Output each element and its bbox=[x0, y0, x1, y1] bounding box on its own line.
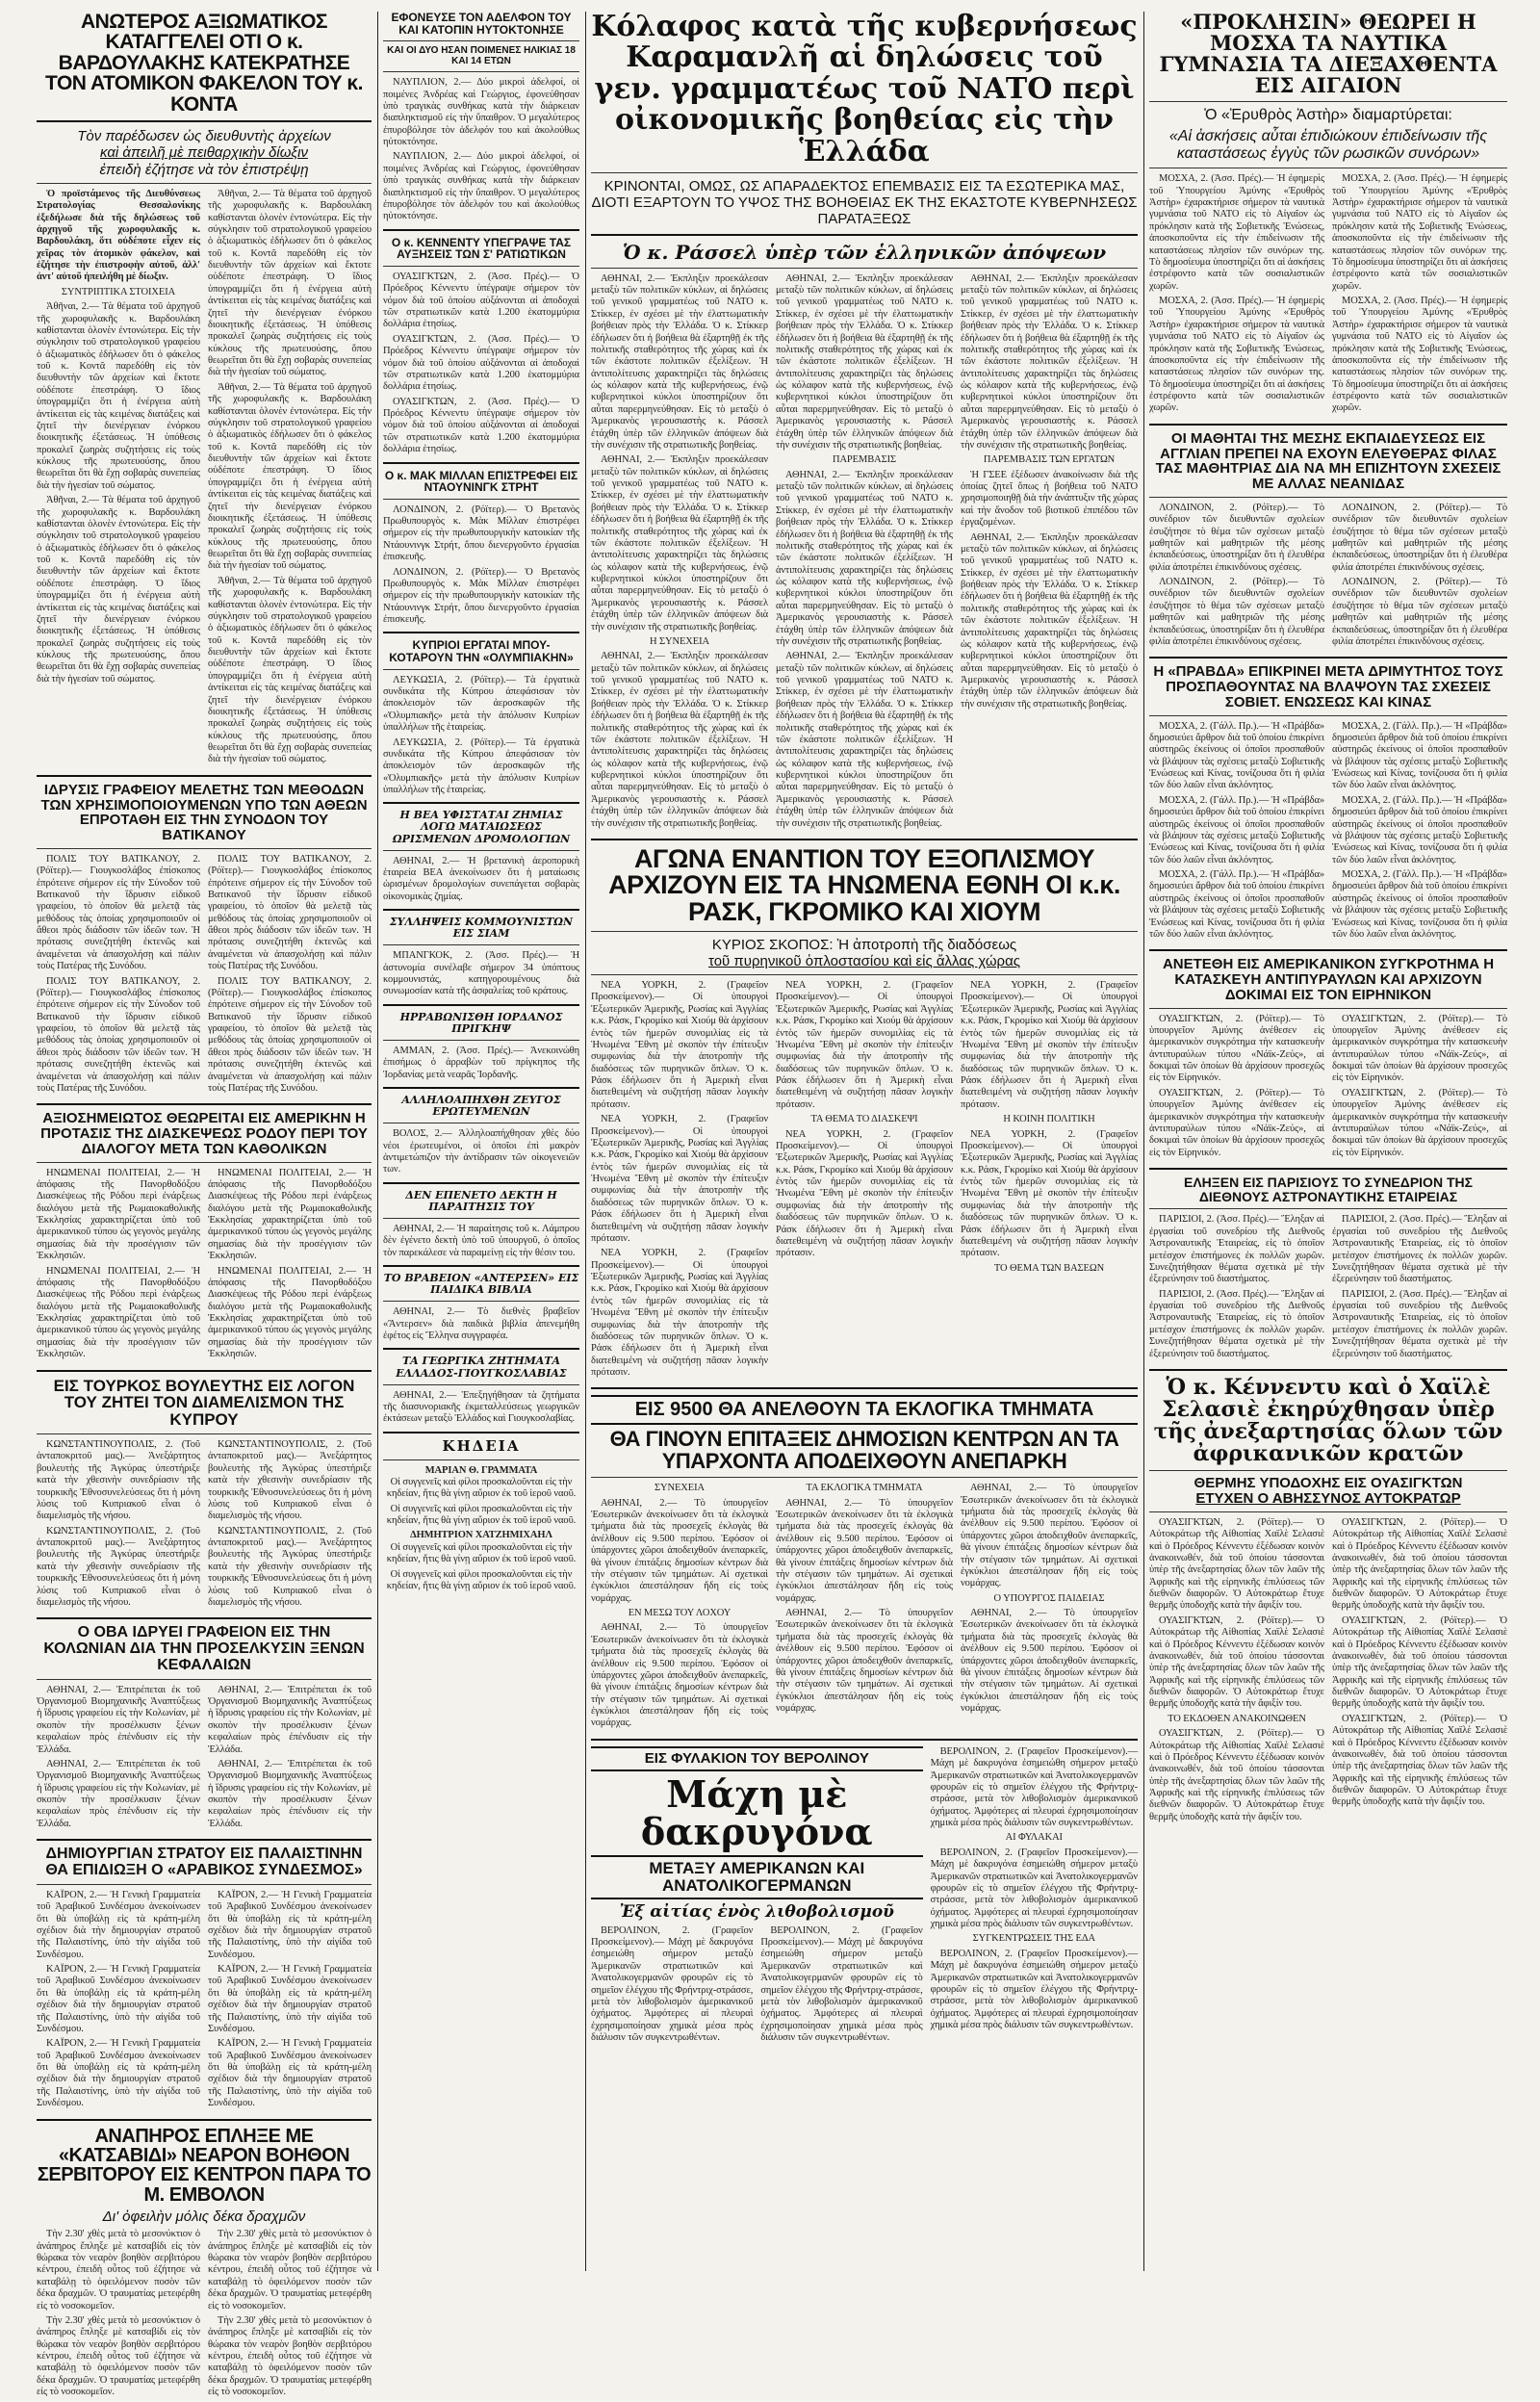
divider bbox=[383, 1218, 579, 1219]
divider bbox=[383, 1384, 579, 1385]
article-text: ΜΠΑΝΓΚΟΚ, 2. (Ἀσσ. Πρές).— Ἡ ἀστυνομία συνέλαβε σήμερον 34 ὑπόπτους κομμουνιστάς, κατηγορουμένους διὰ συνωμοσίαν κατὰ τῆς ἀσφαλείας τοῦ κράτους. bbox=[383, 950, 579, 997]
section-label: ΤΟ ΕΚΔΟΘΕΝ ΑΝΑΚΟΙΝΩΘΕΝ bbox=[1168, 1713, 1306, 1724]
article-text: ΠΟΛΙΣ ΤΟΥ ΒΑΤΙΚΑΝΟΥ, 2. (Ρόϊτερ).— Γιουγκοσλάβος ἐπίσκοπος ἐπρότεινε σήμερον εἰς τὴν Σύνοδον τοῦ Βατικανοῦ τὴν ἵδρυσιν εἰδικοῦ γραφείου, τὸ ὁποῖον θὰ μελετᾷ τὰς μεθόδους τὰς ὁποίας χρησιμοποιοῦν οἱ ἄθεοι πρὸς διάδοσιν τῶν ἰδεῶν των. Ἡ πρότασις συνεζητήθη ἐκτενῶς καὶ ἀναμένεται νὰ ἀπασχολήσῃ καὶ πάλιν τοὺς Πατέρας τῆς Συνόδου. bbox=[208, 853, 372, 972]
article-berlin bbox=[591, 1746, 1138, 2048]
article-text: ΒΕΡΟΛΙΝΟΝ, 2. (Γραφεῖον Προσκείμενον).— Μάχη μὲ δακρυγόνα ἐσημειώθη σήμερον μεταξὺ Ἀμερικανῶν στρατιωτικῶν καὶ Ἀνατολικογερμανῶν φρουρῶν εἰς τὸ σημεῖον ἐλέγχου τῆς Φρήντριχ-στράσσε, μετὰ τὸν λιθοβολισμὸν ἀμερικανικοῦ ὀχήματος. Ἀμφότερες αἱ πλευραὶ ἐχρησιμοποίησαν χημικὰ μέσα πρὸς διάλυσιν τῶν συγκεντρωθέντων. bbox=[760, 1924, 923, 2044]
divider bbox=[591, 1739, 1138, 1741]
article-siam bbox=[383, 917, 579, 998]
article-olympic bbox=[383, 639, 579, 796]
divider bbox=[591, 974, 1138, 975]
divider bbox=[383, 1459, 579, 1460]
article-kennedy-pay bbox=[383, 237, 579, 456]
subheadline: ΜΕΤΑΞΥ ΑΜΕΡΙΚΑΝΩΝ ΚΑΙ ΑΝΑΤΟΛΙΚΟΓΕΡΜΑΝΩΝ bbox=[591, 1855, 923, 1899]
article-text: ΟΥΑΣΙΓΚΤΩΝ, 2. (Ρόϊτερ).— Ὁ Αὐτοκράτωρ τῆς Αἰθιοπίας Χαϊλὲ Σελασιὲ καὶ ὁ Πρόεδρος Κέννεντυ ἐξέδωσαν κοινὸν ἀνακοινωθέν, διὰ τοῦ ὁποίου τάσσονται ὑπὲρ τῆς ἀνεξαρτησίας ὅλων τῶν λαῶν τῆς Ἀφρικῆς καὶ τῆς εἰρηνικῆς ἐπιλύσεως τῶν διεθνῶν διαφορῶν. Ὁ Αὐτοκράτωρ ἔτυχε θερμῆς ὑποδοχῆς κατὰ τὴν ἄφιξίν του. bbox=[1149, 1728, 1324, 1822]
article-macmillan bbox=[383, 470, 579, 627]
divider bbox=[1149, 1168, 1507, 1170]
article-text: ΝΕΑ ΥΟΡΚΗ, 2. (Γραφεῖον Προσκείμενον).— Οἱ ὑπουργοὶ Ἐξωτερικῶν Ἀμερικῆς, Ρωσίας καὶ Ἀγγλίας κ.κ. Ράσκ, Γκρομίκο καὶ Χιούμ θὰ ἀρχίσουν ἐντὸς τῶν ἡμερῶν συνομιλίας εἰς τὰ Ἡνωμένα Ἔθνη μὲ σκοπὸν τὴν ἐπίτευξιν συμφωνίας διὰ τὴν ἀποτροπὴν τῆς διαδόσεως τῶν πυρηνικῶν ὅπλων. Ὁ κ. Ράσκ ἐδήλωσεν ὅτι ἡ Ἀμερικὴ εἶναι διατεθειμένη νὰ συζητήσῃ πᾶσαν λογικὴν πρότασιν. bbox=[591, 980, 768, 1110]
article-text: ΛΟΝΔΙΝΟΝ, 2. (Ρόϊτερ).— Ὁ Βρετανὸς Πρωθυπουργὸς κ. Μὰκ Μίλλαν ἐπιστρέφει σήμερον εἰς τὴν πρωθυπουργικὴν κατοικίαν τῆς Ντάουνινγκ Στρήτ, ὅπου διενεργοῦντο ἐργασίαι ἐπισκευῆς. bbox=[383, 504, 579, 563]
subheadline: ΚΡΙΝΟΝΤΑΙ, ΟΜΩΣ, ΩΣ ΑΠΑΡΑΔΕΚΤΟΣ ΕΠΕΜΒΑΣΙΣ ΕΙΣ ΤΑ ΕΣΩΤΕΡΙΚΑ ΜΑΣ, ΔΙΟΤΙ ΕΞΑΡΤΟΥΝ ΤΟ ΥΨΟΣ ΤΗΣ ΒΟΗΘΕΙΑΣ ΕΚ ΤΗΣ ΕΚΑΣΤΟΤΕ ΚΥΒΕΡΝΗΣΕΩΣ ΠΑΡΑΤΑΞΕΩΣ bbox=[591, 177, 1138, 228]
divider bbox=[1149, 1511, 1507, 1512]
headline: Ὁ κ. Κέννεντυ καὶ ὁ Χαϊλὲ Σελασιὲ ἐκηρύχθησαν ὑπὲρ τῆς ἀνεξαρτησίας ὅλων τῶν ἀφρικανικῶν κρατῶν bbox=[1153, 1374, 1503, 1467]
article-text: ΟΥΑΣΙΓΚΤΩΝ, 2. (Ρόϊτερ).— Τὸ ὑπουργεῖον Ἀμύνης ἀνέθεσεν εἰς ἀμερικανικὸν συγκρότημα τὴν κατασκευὴν ἀντιπυραύλων τύπου «Νάϊκ-Ζεύς», αἱ δοκιμαὶ τῶν ὁποίων θὰ ἀρχίσουν προσεχῶς εἰς τὸν Εἰρηνικόν. bbox=[1332, 1087, 1507, 1158]
article-text: ΒΕΡΟΛΙΝΟΝ, 2. (Γραφεῖον Προσκείμενον).— Μάχη μὲ δακρυγόνα ἐσημειώθη σήμερον μεταξὺ Ἀμερικανῶν στρατιωτικῶν καὶ Ἀνατολικογερμανῶν φρουρῶν εἰς τὸ σημεῖον ἐλέγχου τῆς Φρήντριχ-στράσσε, μετὰ τὸν λιθοβολισμὸν ἀμερικανικοῦ ὀχήματος. Ἀμφότερες αἱ πλευραὶ ἐχρησιμοποίησαν χημικὰ μέσα πρὸς διάλυσιν τῶν συγκεντρωθέντων. bbox=[930, 1745, 1138, 1829]
funeral-notice bbox=[383, 1436, 579, 1593]
article-vatican bbox=[37, 783, 372, 1098]
article-text: ΑΘΗΝΑΙ, 2.— Ἐκπληξιν προεκάλεσαν μεταξὺ τῶν πολιτικῶν κύκλων, αἱ δηλώσεις τοῦ γενικοῦ γραμματέως τοῦ ΝΑΤΟ κ. Στίκκερ, ἐν σχέσει μὲ τὴν ἐλαττωματικὴν βοήθειαν πρὸς τὴν Ἑλλάδα. Ὁ κ. Στίκκερ ἐδήλωσεν ὅτι ἡ βοήθεια θὰ ἐξαρτηθῇ ἐκ τῆς πολιτικῆς σταθερότητος τῆς χώρας καὶ ἐκ τῶν ἐκάστοτε πολιτικῶν ἐξελίξεων. Ἡ ἀντιπολίτευσις χαρακτηρίζει τὰς δηλώσεις ὡς κόλαφον κατὰ τῆς κυβερνήσεως, ἐνῷ κυβερνητικοὶ κύκλοι ὑποστηρίζουν ὅτι αὗται παρερμηνεύθησαν. Εἰς τὸ μεταξὺ ὁ Ἀμερικανὸς γερουσιαστὴς κ. Ράσσελ ἐτάχθη ὑπὲρ τῶν ἑλληνικῶν ἀπόψεων διὰ τὴν συνέχισιν τῆς στρατιωτικῆς βοηθείας. bbox=[591, 454, 768, 633]
headline: ΤΑ ΓΕΩΡΓΙΚΑ ΖΗΤΗΜΑΤΑ ΕΛΛΑΔΟΣ-ΓΙΟΥΓΚΟΣΛΑΒΙΑΣ bbox=[396, 1355, 567, 1380]
divider bbox=[1149, 949, 1507, 951]
article-text: ΑΘΗΝΑΙ, 2.— Τὸ ὑπουργεῖον Ἐσωτερικῶν ἀνεκοίνωσεν ὅτι τὰ ἐκλογικὰ τμήματα διὰ τὰς προσεχεῖς ἐκλογὰς θὰ ἀνέλθουν εἰς 9.500 περίπου. Ἐφόσον οἱ ὑπάρχοντες χῶροι ἀποδειχθοῦν ἀνεπαρκεῖς, θὰ γίνουν ἐπιτάξεις δημοσίων κέντρων διὰ τὴν στέγασιν τῶν τμημάτων. Αἱ σχετικαὶ ἐγκύκλιοι ἀπεστάλησαν ἤδη εἰς τοὺς νομάρχας. bbox=[591, 1497, 768, 1604]
article-text: ΗΝΩΜΕΝΑΙ ΠΟΛΙΤΕΙΑΙ, 2.— Ἡ ἀπόφασις τῆς Πανορθοδόξου Διασκέψεως τῆς Ρόδου περὶ ἐνάρξεως διαλόγου μετὰ τῆς Ρωμαιοκαθολικῆς Ἐκκλησίας χαρακτηρίζεται ὑπὸ τοῦ ἀμερικανικοῦ τύπου ὡς γεγονὸς μεγάλης σημασίας διὰ τὴν προσέγγισιν τῶν Ἐκκλησιῶν. bbox=[208, 1167, 372, 1262]
article-text: ΟΥΑΣΙΓΚΤΩΝ, 2. (Ρόϊτερ).— Ὁ Αὐτοκράτωρ τῆς Αἰθιοπίας Χαϊλὲ Σελασιὲ καὶ ὁ Πρόεδρος Κέννεντυ ἐξέδωσαν κοινὸν ἀνακοινωθέν, διὰ τοῦ ὁποίου τάσσονται ὑπὲρ τῆς ἀνεξαρτησίας ὅλων τῶν λαῶν τῆς Ἀφρικῆς καὶ τῆς εἰρηνικῆς ἐπιλύσεως τῶν διεθνῶν διαφορῶν. Ὁ Αὐτοκράτωρ ἔτυχε θερμῆς ὑποδοχῆς κατὰ τὴν ἄφιξίν του. bbox=[1332, 1614, 1507, 1710]
article-body bbox=[208, 189, 372, 769]
article-text: ΜΟΣΧΑ, 2. (Γάλλ. Πρ.).— Ἡ «Πράβδα» δημοσιεύει ἄρθρον διὰ τοῦ ὁποίου ἐπικρίνει αὐστηρῶς ἐκείνους οἱ ὁποῖοι προσπαθοῦν νὰ βλάψουν τὰς σχέσεις μεταξὺ Σοβιετικῆς Ἑνώσεως καὶ Κίνας, τονίζουσα ὅτι ἡ φιλία τῶν δύο λαῶν εἶναι ἀκλόνητος. bbox=[1332, 869, 1508, 940]
headline: ΚΗΔΕΙΑ bbox=[442, 1436, 521, 1455]
column-narrow bbox=[383, 12, 579, 2275]
divider bbox=[1149, 101, 1507, 102]
headline: ΑΞΙΟΣΗΜΕΙΩΤΟΣ ΘΕΩΡΕΙΤΑΙ ΕΙΣ ΑΜΕΡΙΚΗΝ Η ΠΡΟΤΑΣΙΣ ΤΗΣ ΔΙΑΣΚΕΨΕΩΣ ΡΟΔΟΥ ΠΕΡΙ ΤΟΥ ΔΙΑΛΟΓΟΥ ΜΕΤΑ ΤΩΝ ΚΑΘΟΛΙΚΩΝ bbox=[40, 1110, 368, 1157]
article-text: ΜΟΣΧΑ, 2. (Ἀσσ. Πρές).— Ἡ ἐφημερὶς τοῦ Ὑπουργείου Ἀμύνης «Ἐρυθρὸς Ἀστὴρ» ἐχαρακτήρισε σήμερον τὰ ναυτικὰ γυμνάσια τοῦ ΝΑΤΟ εἰς τὸ Αἰγαῖον ὡς πρόκλησιν κατὰ τῆς Σοβιετικῆς Ἑνώσεως, ἀποσκοποῦντα εἰς τὴν ἐπιδείνωσιν τῆς καταστάσεως πλησίον τῶν συνόρων της. Τὸ δημοσίευμα ὑποστηρίζει ὅτι αἱ ἀσκήσεις ἐστρέφοντο κατὰ τῶν σοσιαλιστικῶν χωρῶν. bbox=[1149, 173, 1324, 292]
headline: ΑΛΛΗΛΟΑΠΗΧΘΗ ΖΕΥΓΟΣ ΕΡΩΤΕΥΜΕΝΩΝ bbox=[401, 1094, 561, 1119]
article-text: ΟΥΑΣΙΓΚΤΩΝ, 2. (Ρόϊτερ).— Ὁ Αὐτοκράτωρ τῆς Αἰθιοπίας Χαϊλὲ Σελασιὲ καὶ ὁ Πρόεδρος Κέννεντυ ἐξέδωσαν κοινὸν ἀνακοινωθέν, διὰ τοῦ ὁποίου τάσσονται ὑπὲρ τῆς ἀνεξαρτησίας ὅλων τῶν λαῶν τῆς Ἀφρικῆς καὶ τῆς εἰρηνικῆς ἐπιλύσεως τῶν διεθνῶν διαφορῶν. Ὁ Αὐτοκράτωρ ἔτυχε θερμῆς ὑποδοχῆς κατὰ τὴν ἄφιξίν του. bbox=[1332, 1516, 1507, 1612]
divider bbox=[1149, 424, 1507, 426]
article-text: ΛΟΝΔΙΝΟΝ, 2. (Ρόϊτερ).— Τὸ συνέδριον τῶν διευθυντῶν σχολείων ἐσυζήτησε τὸ θέμα τῶν σχέσεων μεταξὺ μαθητῶν καὶ μαθητριῶν τῆς μέσης ἐκπαιδεύσεως, ὑποστηρίξαν ὅτι ἡ ἐλευθέρα φιλία ἀποτρέπει ἐπικινδύνους σχέσεις. bbox=[1149, 577, 1324, 647]
article-text: ΑΘΗΝΑΙ, 2.— Τὸ διεθνὲς βραβεῖον «Ἄντερσεν» διὰ παιδικὰ βιβλία ἀπενεμήθη ἐφέτος εἰς Ἕλληνα συγγραφέα. bbox=[383, 1306, 579, 1342]
column-center bbox=[591, 12, 1138, 2275]
article-text: Ἡ ΓΣΕΕ ἐξέδωσεν ἀνακοίνωσιν διὰ τῆς ὁποίας ζητεῖ ὅπως ἡ βοήθεια τοῦ ΝΑΤΟ χρησιμοποιηθῇ διὰ τὴν ἀνάπτυξιν τῆς χώρας καὶ τὴν ἄνοδον τοῦ βιοτικοῦ ἐπιπέδου τῶν ἐργαζομένων. bbox=[961, 469, 1138, 529]
divider bbox=[591, 234, 1138, 236]
article-text: ΛΟΝΔΙΝΟΝ, 2. (Ρόϊτερ).— Τὸ συνέδριον τῶν διευθυντῶν σχολείων ἐσυζήτησε τὸ θέμα τῶν σχέσεων μεταξὺ μαθητῶν καὶ μαθητριῶν τῆς μέσης ἐκπαιδεύσεως, ὑποστηρίξαν ὅτι ἡ ἐλευθέρα φιλία ἀποτρέπει ἐπικινδύνους σχέσεις. bbox=[1332, 502, 1507, 573]
column-right bbox=[1149, 12, 1507, 2275]
headline: ΑΝΑΠΗΡΟΣ ΕΠΛΗΞΕ ΜΕ «ΚΑΤΣΑΒΙΔΙ» ΝΕΑΡΟΝ ΒΟΗΘΟΝ ΣΕΡΒΙΤΟΡΟΥ ΕΙΣ ΚΕΝΤΡΟΝ ΠΑΡΑ ΤΟ Μ. ΕΜΒΟΛΟΝ bbox=[37, 2125, 372, 2206]
article-text: ΟΥΑΣΙΓΚΤΩΝ, 2. (Ρόϊτερ).— Τὸ ὑπουργεῖον Ἀμύνης ἀνέθεσεν εἰς ἀμερικανικὸν συγκρότημα τὴν κατασκευὴν ἀντιπυραύλων τύπου «Νάϊκ-Ζεύς», αἱ δοκιμαὶ τῶν ὁποίων θὰ ἀρχίσουν προσεχῶς εἰς τὸν Εἰρηνικόν. bbox=[1149, 1013, 1324, 1084]
article-text: ΜΟΣΧΑ, 2. (Γάλλ. Πρ.).— Ἡ «Πράβδα» δημοσιεύει ἄρθρον διὰ τοῦ ὁποίου ἐπικρίνει αὐστηρῶς ἐκείνους οἱ ὁποῖοι προσπαθοῦν νὰ βλάψουν τὰς σχέσεις μεταξὺ Σοβιετικῆς Ἑνώσεως καὶ Κίνας, τονίζουσα ὅτι ἡ φιλία τῶν δύο λαῶν εἶναι ἀκλόνητος. bbox=[1332, 794, 1508, 865]
section-label: ΑΙ ΦΥΛΑΚΑΙ bbox=[1005, 1832, 1063, 1844]
article-students bbox=[1149, 431, 1507, 652]
divider bbox=[37, 1884, 372, 1885]
article-astronautics bbox=[1149, 1175, 1507, 1363]
headline: Ο κ. ΚΕΝΝΕΝΤΥ ΥΠΕΓΡΑΨΕ ΤΑΣ ΑΥΞΗΣΕΙΣ ΤΩΝ Σ' ΡΑΤΙΩΤΙΚΩΝ bbox=[391, 235, 572, 262]
article-text: ΜΟΣΧΑ, 2. (Γάλλ. Πρ.).— Ἡ «Πράβδα» δημοσιεύει ἄρθρον διὰ τοῦ ὁποίου ἐπικρίνει αὐστηρῶς ἐκείνους οἱ ὁποῖοι προσπαθοῦν νὰ βλάψουν τὰς σχέσεις μεταξὺ Σοβιετικῆς Ἑνώσεως καὶ Κίνας, τονίζουσα ὅτι ἡ φιλία τῶν δύο λαῶν εἶναι ἀκλόνητος. bbox=[1149, 794, 1325, 865]
headline: «ΠΡΟΚΛΗΣΙΝ» ΘΕΩΡΕΙ Η ΜΟΣΧΑ ΤΑ ΝΑΥΤΙΚΑ ΓΥΜΝΑΣΙΑ ΤΑ ΔΙΕΞΑΧΘΕΝΤΑ ΕΙΣ ΑΙΓΑΙΟΝ bbox=[1159, 10, 1498, 98]
quote: «Αἱ ἀσκήσεις αὗται ἐπιδιώκουν ἐπιδείνωσιν τῆς καταστάσεως ἐγγὺς τῶν ρωσικῶν συνόρων» bbox=[1168, 127, 1488, 162]
divider bbox=[591, 1387, 1138, 1389]
article-text: ΟΥΑΣΙΓΚΤΩΝ, 2. (Ρόϊτερ).— Τὸ ὑπουργεῖον Ἀμύνης ἀνέθεσεν εἰς ἀμερικανικὸν συγκρότημα τὴν κατασκευὴν ἀντιπυραύλων τύπου «Νάϊκ-Ζεύς», αἱ δοκιμαὶ τῶν ὁποίων θὰ ἀρχίσουν προσεχῶς εἰς τὸν Εἰρηνικόν. bbox=[1332, 1013, 1507, 1084]
article-text: Τὴν 2.30' χθὲς μετὰ τὸ μεσονύκτιον ὁ ἀνάπηρος ἔπληξε μὲ κατσαβίδι εἰς τὸν θώρακα τὸν νεαρὸν βοηθὸν σερβιτόρου κέντρου, ἐπειδὴ οὗτος τοῦ ἐζήτησε νὰ καταβάλῃ τὸ ὀφειλόμενον ποσὸν τῶν δέκα δραχμῶν. Ὁ τραυματίας μετεφέρθη εἰς τὸ νοσοκομεῖον. bbox=[208, 2229, 372, 2312]
article-text: ΛΟΝΔΙΝΟΝ, 2. (Ρόϊτερ).— Τὸ συνέδριον τῶν διευθυντῶν σχολείων ἐσυζήτησε τὸ θέμα τῶν σχέσεων μεταξὺ μαθητῶν καὶ μαθητριῶν τῆς μέσης ἐκπαιδεύσεως, ὑποστηρίξαν ὅτι ἡ ἐλευθέρα φιλία ἀποτρέπει ἐπικινδύνους σχέσεις. bbox=[1149, 502, 1324, 573]
headline: ΑΝΩΤΕΡΟΣ ΑΞΙΩΜΑΤΙΚΟΣ ΚΑΤΑΓΓΕΛΕΙ ΟΤΙ Ο κ. ΒΑΡΔΟΥΛΑΚΗΣ ΚΑΤΕΚΡΑΤΗΣΕ ΤΟΝ ΑΤΟΜΙΚΟΝ ΦΑΚΕΛΟΝ ΤΟΥ κ. ΚΟΝΤΑ bbox=[45, 11, 363, 116]
article-text: ΒΕΡΟΛΙΝΟΝ, 2. (Γραφεῖον Προσκείμενον).— Μάχη μὲ δακρυγόνα ἐσημειώθη σήμερον μεταξὺ Ἀμερικανῶν στρατιωτικῶν καὶ Ἀνατολικογερμανῶν φρουρῶν εἰς τὸ σημεῖον ἐλέγχου τῆς Φρήντριχ-στράσσε, μετὰ τὸν λιθοβολισμὸν ἀμερικανικοῦ ὀχήματος. Ἀμφότερες αἱ πλευραὶ ἐχρησιμοποίησαν χημικὰ μέσα πρὸς διάλυσιν τῶν συγκεντρωθέντων. bbox=[930, 1847, 1138, 1930]
divider bbox=[37, 1617, 372, 1619]
article-text: ΚΑΪΡΟΝ, 2.— Ἡ Γενικὴ Γραμματεία τοῦ Ἀραβικοῦ Συνδέσμου ἀνεκοίνωσεν ὅτι θὰ ὑποβάλῃ εἰς τὰ κράτη-μέλη σχέδιον διὰ τὴν δημιουργίαν στρατοῦ τῆς Παλαιστίνης, ὑπὸ τὴν αἰγίδα τοῦ Συνδέσμου. bbox=[37, 2038, 200, 2109]
funeral-text: Οἱ συγγενεῖς καὶ φίλοι προσκαλοῦνται εἰς τὴν κηδείαν, ἥτις θὰ γίνῃ αὔριον ἐκ τοῦ ἱεροῦ ναοῦ. bbox=[386, 1541, 577, 1565]
headline: ΣΥΛΛΗΨΕΙΣ ΚΟΜΜΟΥΝΙΣΤΩΝ ΕΙΣ ΣΙΑΜ bbox=[389, 916, 574, 941]
article-text: ΝΕΑ ΥΟΡΚΗ, 2. (Γραφεῖον Προσκείμενον).— Οἱ ὑπουργοὶ Ἐξωτερικῶν Ἀμερικῆς, Ρωσίας καὶ Ἀγγλίας κ.κ. Ράσκ, Γκρομίκο καὶ Χιούμ θὰ ἀρχίσουν ἐντὸς τῶν ἡμερῶν συνομιλίας εἰς τὰ Ἡνωμένα Ἔθνη μὲ σκοπὸν τὴν ἐπίτευξιν συμφωνίας διὰ τὴν ἀποτροπὴν τῆς διαδόσεως τῶν πυρηνικῶν ὅπλων. Ὁ κ. Ράσκ ἐδήλωσεν ὅτι ἡ Ἀμερικὴ εἶναι διατεθειμένη νὰ συζητήσῃ πᾶσαν λογικὴν πρότασιν. bbox=[591, 1114, 768, 1244]
article-text: ΝΕΑ ΥΟΡΚΗ, 2. (Γραφεῖον Προσκείμενον).— Οἱ ὑπουργοὶ Ἐξωτερικῶν Ἀμερικῆς, Ρωσίας καὶ Ἀγγλίας κ.κ. Ράσκ, Γκρομίκο καὶ Χιούμ θὰ ἀρχίσουν ἐντὸς τῶν ἡμερῶν συνομιλίας εἰς τὰ Ἡνωμένα Ἔθνη μὲ σκοπὸν τὴν ἐπίτευξιν συμφωνίας διὰ τὴν ἀποτροπὴν τῆς διαδόσεως τῶν πυρηνικῶν ὅπλων. Ὁ κ. Ράσκ ἐδήλωσεν ὅτι ἡ Ἀμερικὴ εἶναι διατεθειμένη νὰ συζητήσῃ πᾶσαν λογικὴν πρότασιν. bbox=[776, 980, 953, 1110]
article-text: Ἀθῆναι, 2.— Τὰ θέματα τοῦ ἀρχηγοῦ τῆς χωροφυλακῆς κ. Βαρδουλάκη καθίστανται ὁλονὲν ἐντονώτερα. Εἰς τὴν σύγκλησιν τοῦ στρατολογικοῦ γραφείου ὁ ἀξιωματικὸς ἐδήλωσεν ὅτι ὁ φάκελος τοῦ κ. Κοντᾶ παρεδόθη εἰς τὸν διευθυντὴν τῶν ἀρχείων καὶ ἔκτοτε οὐδέποτε ἐπεστράφη. Ὁ ἴδιος ὑπογραμμίζει ὅτι ἡ ἐνέργεια αὐτὴ ἀντίκειται εἰς τὰς κειμένας διατάξεις καὶ ζητεῖ τὴν διενέργειαν ἐνόρκου διοικητικῆς ἐξετάσεως. Ἡ ὑπόθεσις προκαλεῖ ζωηρὰς συζητήσεις εἰς τοὺς κύκλους τῆς πρωτευούσης, ὅπου θεωρεῖται ὅτι θὰ ἔχῃ σοβαρὰς συνεπείας διὰ τὴν ἡγεσίαν τοῦ σώματος. bbox=[208, 188, 372, 378]
article-text: ΑΘΗΝΑΙ, 2.— Τὸ ὑπουργεῖον Ἐσωτερικῶν ἀνεκοίνωσεν ὅτι τὰ ἐκλογικὰ τμήματα διὰ τὰς προσεχεῖς ἐκλογὰς θὰ ἀνέλθουν εἰς 9.500 περίπου. Ἐφόσον οἱ ὑπάρχοντες χῶροι ἀποδειχθοῦν ἀνεπαρκεῖς, θὰ γίνουν ἐπιτάξεις δημοσίων κέντρων διὰ τὴν στέγασιν τῶν τμημάτων. Αἱ σχετικαὶ ἐγκύκλιοι ἀπεστάλησαν ἤδη εἰς τοὺς νομάρχας. bbox=[591, 1622, 768, 1729]
section-label: ΤΑ ΘΕΜΑ ΤΟ ΔΙΑΣΚΕΨΙ bbox=[810, 1114, 918, 1125]
article-agriculture bbox=[383, 1356, 579, 1425]
divider bbox=[1149, 1369, 1507, 1371]
divider bbox=[37, 183, 372, 184]
article-text: ΒΕΡΟΛΙΝΟΝ, 2. (Γραφεῖον Προσκείμενον).— Μάχη μὲ δακρυγόνα ἐσημειώθη σήμερον μεταξὺ Ἀμερικανῶν στρατιωτικῶν καὶ Ἀνατολικογερμανῶν φρουρῶν εἰς τὸ σημεῖον ἐλέγχου τῆς Φρήντριχ-στράσσε, μετὰ τὸν λιθοβολισμὸν ἀμερικανικοῦ ὀχήματος. Ἀμφότερες αἱ πλευραὶ ἐχρησιμοποίησαν χημικὰ μέσα πρὸς διάλυσιν τῶν συγκεντρωθέντων. bbox=[930, 1948, 1138, 2031]
column-rule bbox=[377, 12, 378, 2271]
article-text: Ἀθῆναι, 2.— Τὰ θέματα τοῦ ἀρχηγοῦ τῆς χωροφυλακῆς κ. Βαρδουλάκη καθίστανται ὁλονὲν ἐντονώτερα. Εἰς τὴν σύγκλησιν τοῦ στρατολογικοῦ γραφείου ὁ ἀξιωματικὸς ἐδήλωσεν ὅτι ὁ φάκελος τοῦ κ. Κοντᾶ παρεδόθη εἰς τὸν διευθυντὴν τῶν ἀρχείων καὶ ἔκτοτε οὐδέποτε ἐπεστράφη. Ὁ ἴδιος ὑπογραμμίζει ὅτι ἡ ἐνέργεια αὐτὴ ἀντίκειται εἰς τὰς κειμένας διατάξεις καὶ ζητεῖ τὴν διενέργειαν ἐνόρκου διοικητικῆς ἐξετάσεως. Ἡ ὑπόθεσις προκαλεῖ ζωηρὰς συζητήσεις εἰς τοὺς κύκλους τῆς πρωτευούσης, ὅπου θεωρεῖται ὅτι θὰ ἔχῃ σοβαρὰς συνεπείας διὰ τὴν ἡγεσίαν τοῦ σώματος. bbox=[208, 381, 372, 572]
article-text: ΑΜΜΑΝ, 2. (Ἀσσ. Πρές).— Ἀνεκοινώθη ἐπισήμως ὁ ἀρραβὼν τοῦ πρίγκηπος τῆς Ἰορδανίας μετὰ νεαρᾶς Ἰορδανῆς. bbox=[383, 1046, 579, 1080]
subheadline: Δι' ὀφειλὴν μόλις δέκα δραχμῶν bbox=[102, 2208, 306, 2226]
subheadline: ΕΤΥΧΕΝ Ο ΑΒΗΣΣΥΝΟΣ ΑΥΤΟΚΡΑΤΩΡ bbox=[1195, 1490, 1461, 1508]
divider bbox=[383, 1432, 579, 1433]
funeral-text: Οἱ συγγενεῖς καὶ φίλοι προσκαλοῦνται εἰς τὴν κηδείαν, ἥτις θὰ γίνῃ αὔριον ἐκ τοῦ ἱεροῦ ναοῦ. bbox=[386, 1503, 577, 1527]
divider bbox=[383, 1004, 579, 1006]
funeral-text: Οἱ συγγενεῖς καὶ φίλοι προσκαλοῦνται εἰς τὴν κηδείαν, ἥτις θὰ γίνῃ αὔριον ἐκ τοῦ ἱεροῦ ναοῦ. bbox=[386, 1476, 577, 1500]
article-text: ΗΝΩΜΕΝΑΙ ΠΟΛΙΤΕΙΑΙ, 2.— Ἡ ἀπόφασις τῆς Πανορθοδόξου Διασκέψεως τῆς Ρόδου περὶ ἐνάρξεως διαλόγου μετὰ τῆς Ρωμαιοκαθολικῆς Ἐκκλησίας χαρακτηρίζεται ὑπὸ τοῦ ἀμερικανικοῦ τύπου ὡς γεγονὸς μεγάλης σημασίας διὰ τὴν προσέγγισιν τῶν Ἐκκλησιῶν. bbox=[208, 1265, 372, 1360]
divider bbox=[37, 1839, 372, 1841]
article-antimissile bbox=[1149, 957, 1507, 1162]
headline: ΗΡΡΑΒΩΝΙΣΘΗ ΙΟΡΔΑΝΟΣ ΠΡΙΓΚΗΨ bbox=[399, 1010, 563, 1035]
divider bbox=[383, 1087, 579, 1089]
divider bbox=[1149, 1008, 1507, 1009]
article-text: Τὴν 2.30' χθὲς μετὰ τὸ μεσονύκτιον ὁ ἀνάπηρος ἔπληξε μὲ κατσαβίδι εἰς τὸν θώρακα τὸν νεαρὸν βοηθὸν σερβιτόρου κέντρου, ἐπειδὴ οὗτος τοῦ ἐζήτησε νὰ καταβάλῃ τὸ ὀφειλόμενον ποσὸν τῶν δέκα δραχμῶν. Ὁ τραυματίας μετεφέρθη εἰς τὸ νοσοκομεῖον. bbox=[37, 2229, 200, 2312]
divider bbox=[383, 909, 579, 911]
divider bbox=[591, 172, 1138, 173]
kicker: Ὁ κ. Ράσσελ ὑπὲρ τῶν ἑλληνικῶν ἀπόψεων bbox=[622, 240, 1107, 264]
article-text: ΛΕΥΚΩΣΙΑ, 2. (Ρόϊτερ).— Τὰ ἐργατικὰ συνδικάτα τῆς Κύπρου ἀπεφάσισαν τὸν ἀποκλεισμὸν τῶν ἀεροσκαφῶν τῆς «Ὀλυμπιακῆς» μετὰ τὴν ἀπόλυσιν Κυπρίων ὑπαλλήλων τῆς ἑταιρείας. bbox=[383, 736, 579, 795]
divider bbox=[383, 71, 579, 72]
article-text: ΚΑΪΡΟΝ, 2.— Ἡ Γενικὴ Γραμματεία τοῦ Ἀραβικοῦ Συνδέσμου ἀνεκοίνωσεν ὅτι θὰ ὑποβάλῃ εἰς τὰ κράτη-μέλη σχέδιον διὰ τὴν δημιουργίαν στρατοῦ τῆς Παλαιστίνης, ὑπὸ τὴν αἰγίδα τοῦ Συνδέσμου. bbox=[208, 1964, 372, 2034]
divider bbox=[591, 1477, 1138, 1478]
headline: ΑΓΩΝΑ ΕΝΑΝΤΙΟΝ ΤΟΥ ΕΞΟΠΛΙΣΜΟΥ ΑΡΧΙΖΟΥΝ ΕΙΣ ΤΑ ΗΝΩΜΕΝΑ ΕΘΝΗ ΟΙ κ.κ. ΡΑΣΚ, ΓΚΡΟΜΙΚΟ ΚΑΙ ΧΙΟΥΜ bbox=[608, 843, 1120, 927]
article-text: ΜΟΣΧΑ, 2. (Ἀσσ. Πρές).— Ἡ ἐφημερὶς τοῦ Ὑπουργείου Ἀμύνης «Ἐρυθρὸς Ἀστὴρ» ἐχαρακτήρισε σήμερον τὰ ναυτικὰ γυμνάσια τοῦ ΝΑΤΟ εἰς τὸ Αἰγαῖον ὡς πρόκλησιν κατὰ τῆς Σοβιετικῆς Ἑνώσεως, ἀποσκοποῦντα εἰς τὴν ἐπιδείνωσιν τῆς καταστάσεως πλησίον τῶν συνόρων της. Τὸ δημοσίευμα ὑποστηρίζει ὅτι αἱ ἀσκήσεις ἐστρέφοντο κατὰ τῶν σοσιαλιστικῶν χωρῶν. bbox=[1332, 296, 1507, 414]
headline: Ο κ. ΜΑΚ ΜΙΛΛΑΝ ΕΠΙΣΤΡΕΦΕΙ ΕΙΣ ΝΤΑΟΥΝΙΝΓΚ ΣΤΡΗΤ bbox=[384, 468, 578, 495]
divider bbox=[1149, 497, 1507, 498]
article-text: ΝΕΑ ΥΟΡΚΗ, 2. (Γραφεῖον Προσκείμενον).— Οἱ ὑπουργοὶ Ἐξωτερικῶν Ἀμερικῆς, Ρωσίας καὶ Ἀγγλίας κ.κ. Ράσκ, Γκρομίκο καὶ Χιούμ θὰ ἀρχίσουν ἐντὸς τῶν ἡμερῶν συνομιλίας εἰς τὰ Ἡνωμένα Ἔθνη μὲ σκοπὸν τὴν ἐπίτευξιν συμφωνίας διὰ τὴν ἀποτροπὴν τῆς διαδόσεως τῶν πυρηνικῶν ὅπλων. Ὁ κ. Ράσκ ἐδήλωσεν ὅτι ἡ Ἀμερικὴ εἶναι διατεθειμένη νὰ συζητήσῃ πᾶσαν λογικὴν πρότασιν. bbox=[776, 1128, 953, 1259]
article-text: ΝΕΑ ΥΟΡΚΗ, 2. (Γραφεῖον Προσκείμενον).— Οἱ ὑπουργοὶ Ἐξωτερικῶν Ἀμερικῆς, Ρωσίας καὶ Ἀγγλίας κ.κ. Ράσκ, Γκρομίκο καὶ Χιούμ θὰ ἀρχίσουν ἐντὸς τῶν ἡμερῶν συνομιλίας εἰς τὰ Ἡνωμένα Ἔθνη μὲ σκοπὸν τὴν ἐπίτευξιν συμφωνίας διὰ τὴν ἀποτροπὴν τῆς διαδόσεως τῶν πυρηνικῶν ὅπλων. Ὁ κ. Ράσκ ἐδήλωσεν ὅτι ἡ Ἀμερικὴ εἶναι διατεθειμένη νὰ συζητήσῃ πᾶσαν λογικὴν πρότασιν. bbox=[961, 1128, 1138, 1259]
headline: ΔΕΝ ΕΠΕΝΕΤΟ ΔΕΚΤΗ Η ΠΑΡΑΙΤΗΣΙΣ ΤΟΥ bbox=[405, 1188, 557, 1213]
article-text: ΟΥΑΣΙΓΚΤΩΝ, 2. (Ἀσσ. Πρές).— Ὁ Πρόεδρος Κέννεντυ ὑπέγραψε σήμερον τὸν νόμον διὰ τοῦ ὁποίου αὐξάνονται αἱ ἀποδοχαὶ τῶν στρατιωτικῶν κατὰ 1.200 ἑκατομμύρια δολλάρια ἐτησίως. bbox=[383, 396, 579, 455]
section-label: ΤΟ ΘΕΜΑ ΤΩΝ ΒΑΣΕΩΝ bbox=[993, 1262, 1105, 1274]
article-elections bbox=[591, 1395, 1138, 1732]
section-label: Η ΣΥΝΕΧΕΙΑ bbox=[650, 635, 709, 647]
divider bbox=[383, 669, 579, 670]
subheadline: Τὸν παρέδωσεν ὡς διευθυντὴς ἀρχείων bbox=[77, 128, 331, 145]
article-text: ΠΑΡΙΣΙΟΙ, 2. (Ἀσσ. Πρές).— Ἔληξαν αἱ ἐργασίαι τοῦ συνεδρίου τῆς Διεθνοῦς Ἀστροναυτικῆς Ἑταιρείας, εἰς τὸ ὁποῖον μετέσχον ἐπιστήμονες ἐκ πολλῶν χωρῶν. Συνεζητήθησαν θέματα σχετικὰ μὲ τὴν ἐξερεύνησιν τοῦ διαστήματος. bbox=[1332, 1214, 1507, 1285]
subheadline: τοῦ πυρηνικοῦ ὁπλοστασίου καὶ εἰς ἄλλας χώρας bbox=[707, 952, 1020, 969]
divider bbox=[383, 1182, 579, 1184]
article-text: ΑΘΗΝΑΙ, 2.— Ἐκπληξιν προεκάλεσαν μεταξὺ τῶν πολιτικῶν κύκλων, αἱ δηλώσεις τοῦ γενικοῦ γραμματέως τοῦ ΝΑΤΟ κ. Στίκκερ, ἐν σχέσει μὲ τὴν ἐλαττωματικὴν βοήθειαν πρὸς τὴν Ἑλλάδα. Ὁ κ. Στίκκερ ἐδήλωσεν ὅτι ἡ βοήθεια θὰ ἐξαρτηθῇ ἐκ τῆς πολιτικῆς σταθερότητος τῆς χώρας καὶ ἐκ τῶν ἐκάστοτε πολιτικῶν ἐξελίξεων. Ἡ ἀντιπολίτευσις χαρακτηρίζει τὰς δηλώσεις ὡς κόλαφον κατὰ τῆς κυβερνήσεως, ἐνῷ κυβερνητικοὶ κύκλοι ὑποστηρίζουν ὅτι αὗται παρερμηνεύθησαν. Εἰς τὸ μεταξὺ ὁ Ἀμερικανὸς γερουσιαστὴς κ. Ράσσελ ἐτάχθη ὑπὲρ τῶν ἑλληνικῶν ἀπόψεων διὰ τὴν συνέχισιν τῆς στρατιωτικῆς βοηθείας. bbox=[961, 531, 1138, 710]
article-text: ΟΥΑΣΙΓΚΤΩΝ, 2. (Ρόϊτερ).— Ὁ Αὐτοκράτωρ τῆς Αἰθιοπίας Χαϊλὲ Σελασιὲ καὶ ὁ Πρόεδρος Κέννεντυ ἐξέδωσαν κοινὸν ἀνακοινωθέν, διὰ τοῦ ὁποίου τάσσονται ὑπὲρ τῆς ἀνεξαρτησίας ὅλων τῶν λαῶν τῆς Ἀφρικῆς καὶ τῆς εἰρηνικῆς ἐπιλύσεως τῶν διεθνῶν διαφορῶν. Ὁ Αὐτοκράτωρ ἔτυχε θερμῆς ὑποδοχῆς κατὰ τὴν ἄφιξίν του. bbox=[1149, 1614, 1324, 1710]
subheadline: ΚΑΙ ΟΙ ΔΥΟ ΗΣΑΝ ΠΟΙΜΕΝΕΣ ΗΛΙΚΙΑΣ 18 ΚΑΙ 14 ΕΤΩΝ bbox=[387, 45, 576, 66]
article-text: ΠΟΛΙΣ ΤΟΥ ΒΑΤΙΚΑΝΟΥ, 2. (Ρόϊτερ).— Γιουγκοσλάβος ἐπίσκοπος ἐπρότεινε σήμερον εἰς τὴν Σύνοδον τοῦ Βατικανοῦ τὴν ἵδρυσιν εἰδικοῦ γραφείου, τὸ ὁποῖον θὰ μελετᾷ τὰς μεθόδους τὰς ὁποίας χρησιμοποιοῦν οἱ ἄθεοι πρὸς διάδοσιν τῶν ἰδεῶν των. Ἡ πρότασις συνεζητήθη ἐκτενῶς καὶ ἀναμένεται νὰ ἀπασχολήσῃ καὶ πάλιν τοὺς Πατέρας τῆς Συνόδου. bbox=[208, 975, 372, 1094]
divider bbox=[383, 1123, 579, 1124]
article-text: ΜΟΣΧΑ, 2. (Γάλλ. Πρ.).— Ἡ «Πράβδα» δημοσιεύει ἄρθρον διὰ τοῦ ὁποίου ἐπικρίνει αὐστηρῶς ἐκείνους οἱ ὁποῖοι προσπαθοῦν νὰ βλάψουν τὰς σχέσεις μεταξὺ Σοβιετικῆς Ἑνώσεως καὶ Κίνας, τονίζουσα ὅτι ἡ φιλία τῶν δύο λαῶν εἶναι ἀκλόνητος. bbox=[1149, 869, 1325, 940]
article-text: ΚΑΪΡΟΝ, 2.— Ἡ Γενικὴ Γραμματεία τοῦ Ἀραβικοῦ Συνδέσμου ἀνεκοίνωσεν ὅτι θὰ ὑποβάλῃ εἰς τὰ κράτη-μέλη σχέδιον διὰ τὴν δημιουργίαν στρατοῦ τῆς Παλαιστίνης, ὑπὸ τὴν αἰγίδα τοῦ Συνδέσμου. bbox=[208, 1889, 372, 1960]
divider bbox=[37, 775, 372, 777]
divider bbox=[383, 40, 579, 41]
article-nato-aid bbox=[591, 12, 1138, 833]
article-text: ΚΑΪΡΟΝ, 2.— Ἡ Γενικὴ Γραμματεία τοῦ Ἀραβικοῦ Συνδέσμου ἀνεκοίνωσεν ὅτι θὰ ὑποβάλῃ εἰς τὰ κράτη-μέλη σχέδιον διὰ τὴν δημιουργίαν στρατοῦ τῆς Παλαιστίνης, ὑπὸ τὴν αἰγίδα τοῦ Συνδέσμου. bbox=[37, 1889, 200, 1960]
article-text: ΑΘΗΝΑΙ, 2.— Ἐκπληξιν προεκάλεσαν μεταξὺ τῶν πολιτικῶν κύκλων, αἱ δηλώσεις τοῦ γενικοῦ γραμματέως τοῦ ΝΑΤΟ κ. Στίκκερ, ἐν σχέσει μὲ τὴν ἐλαττωματικὴν βοήθειαν πρὸς τὴν Ἑλλάδα. Ὁ κ. Στίκκερ ἐδήλωσεν ὅτι ἡ βοήθεια θὰ ἐξαρτηθῇ ἐκ τῆς πολιτικῆς σταθερότητος τῆς χώρας καὶ ἐκ τῶν ἐκάστοτε πολιτικῶν ἐξελίξεων. Ἡ ἀντιπολίτευσις χαρακτηρίζει τὰς δηλώσεις ὡς κόλαφον κατὰ τῆς κυβερνήσεως, ἐνῷ κυβερνητικοὶ κύκλοι ὑποστηρίζουν ὅτι αὗται παρερμηνεύθησαν. Εἰς τὸ μεταξὺ ὁ Ἀμερικανὸς γερουσιαστὴς κ. Ράσσελ ἐτάχθη ὑπὲρ τῶν ἑλληνικῶν ἀπόψεων διὰ τὴν συνέχισιν τῆς στρατιωτικῆς βοηθείας. bbox=[776, 651, 953, 829]
article-pravda bbox=[1149, 664, 1507, 943]
article-text: ΛΟΝΔΙΝΟΝ, 2. (Ρόϊτερ).— Τὸ συνέδριον τῶν διευθυντῶν σχολείων ἐσυζήτησε τὸ θέμα τῶν σχέσεων μεταξὺ μαθητῶν καὶ μαθητριῶν τῆς μέσης ἐκπαιδεύσεως, ὑποστηρίξαν ὅτι ἡ ἐλευθέρα φιλία ἀποτρέπει ἐπικινδύνους σχέσεις. bbox=[1332, 577, 1507, 647]
article-text: ΜΟΣΧΑ, 2. (Γάλλ. Πρ.).— Ἡ «Πράβδα» δημοσιεύει ἄρθρον διὰ τοῦ ὁποίου ἐπικρίνει αὐστηρῶς ἐκείνους οἱ ὁποῖοι προσπαθοῦν νὰ βλάψουν τὰς σχέσεις μεταξὺ Σοβιετικῆς Ἑνώσεως καὶ Κίνας, τονίζουσα ὅτι ἡ φιλία τῶν δύο λαῶν εἶναι ἀκλόνητος. bbox=[1332, 720, 1508, 791]
article-oba bbox=[37, 1625, 372, 1833]
divider bbox=[37, 848, 372, 849]
divider bbox=[1149, 715, 1507, 716]
article-text: ΒΟΛΟΣ, 2.— Ἀλληλοαπήχθησαν χθὲς δύο νέοι ἐρωτευμένοι, οἱ ὁποῖοι ἐπὶ μακρὸν ἀντιμετώπιζον τὴν ἀντίδρασιν τῶν οἰκογενειῶν των. bbox=[383, 1128, 579, 1175]
article-selassie bbox=[1149, 1374, 1507, 1826]
headline: Ο ΟΒΑ ΙΔΡΥΕΙ ΓΡΑΦΕΙΟΝ ΕΙΣ ΤΗΝ ΚΟΛΩΝΙΑΝ ΔΙΑ ΤΗΝ ΠΡΟΣΕΛΚΥΣΙΝ ΞΕΝΩΝ ΚΕΦΑΛΑΙΩΝ bbox=[43, 1624, 365, 1673]
article-text: ΚΩΝΣΤΑΝΤΙΝΟΥΠΟΛΙΣ, 2. (Τοῦ ἀνταποκριτοῦ μας).— Ἀνεξάρτητος βουλευτὴς τῆς Ἀγκύρας ὑπεστήριξε κατὰ τὴν χθεσινὴν συνεδρίασιν τῆς τουρκικῆς Ἐθνοσυνελεύσεως ὅτι ἡ μόνη λύσις τοῦ Κυπριακοῦ εἶναι ὁ διαμελισμὸς τῆς νήσου. bbox=[37, 1439, 200, 1522]
article-text: ΟΥΑΣΙΓΚΤΩΝ, 2. (Ἀσσ. Πρές).— Ὁ Πρόεδρος Κέννεντυ ὑπέγραψε σήμερον τὸν νόμον διὰ τοῦ ὁποίου αὐξάνονται αἱ ἀποδοχαὶ τῶν στρατιωτικῶν κατὰ 1.200 ἑκατομμύρια δολλάρια ἐτησίως. bbox=[383, 271, 579, 330]
article-text: ΠΑΡΙΣΙΟΙ, 2. (Ἀσσ. Πρές).— Ἔληξαν αἱ ἐργασίαι τοῦ συνεδρίου τῆς Διεθνοῦς Ἀστροναυτικῆς Ἑταιρείας, εἰς τὸ ὁποῖον μετέσχον ἐπιστήμονες ἐκ πολλῶν χωρῶν. Συνεζητήθησαν θέματα σχετικὰ μὲ τὴν ἐξερεύνησιν τοῦ διαστήματος. bbox=[1149, 1214, 1324, 1285]
divider bbox=[1149, 657, 1507, 659]
subheadline: Ἐξ αἰτίας ἑνὸς λιθοβολισμοῦ bbox=[619, 1902, 894, 1923]
headline: ΕΛΗΞΕΝ ΕΙΣ ΠΑΡΙΣΙΟΥΣ ΤΟ ΣΥΝΕΔΡΙΟΝ ΤΗΣ ΔΙΕΘΝΟΥΣ ΑΣΤΡΟΝΑΥΤΙΚΗΣ ΕΤΑΙΡΕΙΑΣ bbox=[1183, 1175, 1474, 1204]
article-text: ΠΑΡΙΣΙΟΙ, 2. (Ἀσσ. Πρές).— Ἔληξαν αἱ ἐργασίαι τοῦ συνεδρίου τῆς Διεθνοῦς Ἀστροναυτικῆς Ἑταιρείας, εἰς τὸ ὁποῖον μετέσχον ἐπιστήμονες ἐκ πολλῶν χωρῶν. Συνεζητήθησαν θέματα σχετικὰ μὲ τὴν ἐξερεύνησιν τοῦ διαστήματος. bbox=[1332, 1288, 1507, 1359]
subheadline: Ὁ «Ἐρυθρὸς Ἀστὴρ» διαμαρτύρεται: bbox=[1204, 107, 1452, 124]
article-text: Τὴν 2.30' χθὲς μετὰ τὸ μεσονύκτιον ὁ ἀνάπηρος ἔπληξε μὲ κατσαβίδι εἰς τὸν θώρακα τὸν νεαρὸν βοηθὸν σερβιτόρου κέντρου, ἐπειδὴ οὗτος τοῦ ἐζήτησε νὰ καταβάλῃ τὸ ὀφειλόμενον ποσὸν τῶν δέκα δραχμῶν. Ὁ τραυματίας μετεφέρθη εἰς τὸ νοσοκομεῖον. bbox=[37, 2314, 200, 2398]
article-text: ΜΟΣΧΑ, 2. (Ἀσσ. Πρές).— Ἡ ἐφημερὶς τοῦ Ὑπουργείου Ἀμύνης «Ἐρυθρὸς Ἀστὴρ» ἐχαρακτήρισε σήμερον τὰ ναυτικὰ γυμνάσια τοῦ ΝΑΤΟ εἰς τὸ Αἰγαῖον ὡς πρόκλησιν κατὰ τῆς Σοβιετικῆς Ἑνώσεως, ἀποσκοποῦντα εἰς τὴν ἐπιδείνωσιν τῆς καταστάσεως πλησίον τῶν συνόρων της. Τὸ δημοσίευμα ὑποστηρίζει ὅτι αἱ ἀσκήσεις ἐστρέφοντο κατὰ τῶν σοσιαλιστικῶν χωρῶν. bbox=[1332, 173, 1507, 292]
divider bbox=[37, 2119, 372, 2121]
divider bbox=[383, 1265, 579, 1267]
article-disarmament bbox=[591, 843, 1138, 1382]
article-text: ΑΘΗΝΑΙ, 2.— Τὸ ὑπουργεῖον Ἐσωτερικῶν ἀνεκοίνωσεν ὅτι τὰ ἐκλογικὰ τμήματα διὰ τὰς προσεχεῖς ἐκλογὰς θὰ ἀνέλθουν εἰς 9.500 περίπου. Ἐφόσον οἱ ὑπάρχοντες χῶροι ἀποδειχθοῦν ἀνεπαρκεῖς, θὰ γίνουν ἐπιτάξεις δημοσίων κέντρων διὰ τὴν στέγασιν τῶν τμημάτων. Αἱ σχετικαὶ ἐγκύκλιοι ἀπεστάλησαν ἤδη εἰς τοὺς νομάρχας. bbox=[776, 1497, 953, 1604]
article-screwdriver bbox=[37, 2127, 372, 2402]
article-jordan bbox=[383, 1012, 579, 1081]
article-lead bbox=[37, 189, 200, 769]
divider bbox=[383, 499, 579, 500]
divider bbox=[591, 268, 1138, 269]
section-label: ΠΑΡΕΜΒΑΣΙΣ ΤΩΝ ΕΡΓΑΤΩΝ bbox=[983, 454, 1116, 466]
divider bbox=[383, 850, 579, 851]
article-text: ΟΥΑΣΙΓΚΤΩΝ, 2. (Ἀσσ. Πρές).— Ὁ Πρόεδρος Κέννεντυ ὑπέγραψε σήμερον τὸν νόμον διὰ τοῦ ὁποίου αὐξάνονται αἱ ἀποδοχαὶ τῶν στρατιωτικῶν κατὰ 1.200 ἑκατομμύρια δολλάρια ἐτησίως. bbox=[383, 333, 579, 393]
article-resignation bbox=[383, 1190, 579, 1259]
funeral-name: ΔΗΜΗΤΡΙΟΝ ΧΑΤΖΗΜΙΧΑΗΛ bbox=[410, 1530, 552, 1541]
divider bbox=[383, 1348, 579, 1350]
headline: ΔΗΜΙΟΥΡΓΙΑΝ ΣΤΡΑΤΟΥ ΕΙΣ ΠΑΛΑΙΣΤΙΝΗΝ ΘΑ ΕΠΙΔΙΩΞΗ Ο «ΑΡΑΒΙΚΟΣ ΣΥΝΔΕΣΜΟΣ» bbox=[45, 1846, 363, 1878]
article-text: ΑΘΗΝΑΙ, 2.— Ἐκπληξιν προεκάλεσαν μεταξὺ τῶν πολιτικῶν κύκλων, αἱ δηλώσεις τοῦ γενικοῦ γραμματέως τοῦ ΝΑΤΟ κ. Στίκκερ, ἐν σχέσει μὲ τὴν ἐλαττωματικὴν βοήθειαν πρὸς τὴν Ἑλλάδα. Ὁ κ. Στίκκερ ἐδήλωσεν ὅτι ἡ βοήθεια θὰ ἐξαρτηθῇ ἐκ τῆς πολιτικῆς σταθερότητος τῆς χώρας καὶ ἐκ τῶν ἐκάστοτε πολιτικῶν ἐξελίξεων. Ἡ ἀντιπολίτευσις χαρακτηρίζει τὰς δηλώσεις ὡς κόλαφον κατὰ τῆς κυβερνήσεως, ἐνῷ κυβερνητικοὶ κύκλοι ὑποστηρίζουν ὅτι αὗται παρερμηνεύθησαν. Εἰς τὸ μεταξὺ ὁ Ἀμερικανὸς γερουσιαστὴς κ. Ράσσελ ἐτάχθη ὑπὲρ τῶν ἑλληνικῶν ἀπόψεων διὰ τὴν συνέχισιν τῆς στρατιωτικῆς βοηθείας. bbox=[591, 651, 768, 829]
headline: Μάχη μὲ δακρυγόνα bbox=[640, 1771, 873, 1854]
divider bbox=[37, 1679, 372, 1680]
article-text: ΛΕΥΚΩΣΙΑ, 2. (Ρόϊτερ).— Τὰ ἐργατικὰ συνδικάτα τῆς Κύπρου ἀπεφάσισαν τὸν ἀποκλεισμὸν τῶν ἀεροσκαφῶν τῆς «Ὀλυμπιακῆς» μετὰ τὴν ἀπόλυσιν Κυπρίων ὑπαλλήλων τῆς ἑταιρείας. bbox=[383, 674, 579, 734]
article-cyprus bbox=[37, 1378, 372, 1613]
article-text: ΑΘΗΝΑΙ, 2.— Ἐκπληξιν προεκάλεσαν μεταξὺ τῶν πολιτικῶν κύκλων, αἱ δηλώσεις τοῦ γενικοῦ γραμματέως τοῦ ΝΑΤΟ κ. Στίκκερ, ἐν σχέσει μὲ τὴν ἐλαττωματικὴν βοήθειαν πρὸς τὴν Ἑλλάδα. Ὁ κ. Στίκκερ ἐδήλωσεν ὅτι ἡ βοήθεια θὰ ἐξαρτηθῇ ἐκ τῆς πολιτικῆς σταθερότητος τῆς χώρας καὶ ἐκ τῶν ἐκάστοτε πολιτικῶν ἐξελίξεων. Ἡ ἀντιπολίτευσις χαρακτηρίζει τὰς δηλώσεις ὡς κόλαφον κατὰ τῆς κυβερνήσεως, ἐνῷ κυβερνητικοὶ κύκλοι ὑποστηρίζουν ὅτι αὗται παρερμηνεύθησαν. Εἰς τὸ μεταξὺ ὁ Ἀμερικανὸς γερουσιαστὴς κ. Ράσσελ ἐτάχθη ὑπὲρ τῶν ἑλληνικῶν ἀπόψεων διὰ τὴν συνέχισιν τῆς στρατιωτικῆς βοηθείας. bbox=[776, 469, 953, 647]
divider bbox=[1149, 1208, 1507, 1209]
article-text: ΑΘΗΝΑΙ, 2.— Ἐκπληξιν προεκάλεσαν μεταξὺ τῶν πολιτικῶν κύκλων, αἱ δηλώσεις τοῦ γενικοῦ γραμματέως τοῦ ΝΑΤΟ κ. Στίκκερ, ἐν σχέσει μὲ τὴν ἐλαττωματικὴν βοήθειαν πρὸς τὴν Ἑλλάδα. Ὁ κ. Στίκκερ ἐδήλωσεν ὅτι ἡ βοήθεια θὰ ἐξαρτηθῇ ἐκ τῆς πολιτικῆς σταθερότητος τῆς χώρας καὶ ἐκ τῶν ἐκάστοτε πολιτικῶν ἐξελίξεων. Ἡ ἀντιπολίτευσις χαρακτηρίζει τὰς δηλώσεις ὡς κόλαφον κατὰ τῆς κυβερνήσεως, ἐνῷ κυβερνητικοὶ κύκλοι ὑποστηρίζουν ὅτι αὗται παρερμηνεύθησαν. Εἰς τὸ μεταξὺ ὁ Ἀμερικανὸς γερουσιαστὴς κ. Ράσσελ ἐτάχθη ὑπὲρ τῶν ἑλληνικῶν ἀπόψεων διὰ τὴν συνέχισιν τῆς στρατιωτικῆς βοηθείας. bbox=[591, 272, 768, 451]
column-rule bbox=[585, 12, 586, 2271]
divider bbox=[383, 1301, 579, 1302]
article-text: ΟΥΑΣΙΓΚΤΩΝ, 2. (Ρόϊτερ).— Ὁ Αὐτοκράτωρ τῆς Αἰθιοπίας Χαϊλὲ Σελασιὲ καὶ ὁ Πρόεδρος Κέννεντυ ἐξέδωσαν κοινὸν ἀνακοινωθέν, διὰ τοῦ ὁποίου τάσσονται ὑπὲρ τῆς ἀνεξαρτησίας ὅλων τῶν λαῶν τῆς Ἀφρικῆς καὶ τῆς εἰρηνικῆς ἐπιλύσεως τῶν διεθνῶν διαφορῶν. Ὁ Αὐτοκράτωρ ἔτυχε θερμῆς ὑποδοχῆς κατὰ τὴν ἄφιξίν του. bbox=[1332, 1713, 1507, 1808]
article-text: ΚΑΪΡΟΝ, 2.— Ἡ Γενικὴ Γραμματεία τοῦ Ἀραβικοῦ Συνδέσμου ἀνεκοίνωσεν ὅτι θὰ ὑποβάλῃ εἰς τὰ κράτη-μέλη σχέδιον διὰ τὴν δημιουργίαν στρατοῦ τῆς Παλαιστίνης, ὑπὸ τὴν αἰγίδα τοῦ Συνδέσμου. bbox=[208, 2038, 372, 2109]
divider bbox=[383, 462, 579, 464]
article-text: ΝΕΑ ΥΟΡΚΗ, 2. (Γραφεῖον Προσκείμενον).— Οἱ ὑπουργοὶ Ἐξωτερικῶν Ἀμερικῆς, Ρωσίας καὶ Ἀγγλίας κ.κ. Ράσκ, Γκρομίκο καὶ Χιούμ θὰ ἀρχίσουν ἐντὸς τῶν ἡμερῶν συνομιλίας εἰς τὰ Ἡνωμένα Ἔθνη μὲ σκοπὸν τὴν ἐπίτευξιν συμφωνίας διὰ τὴν ἀποτροπὴν τῆς διαδόσεως τῶν πυρηνικῶν ὅπλων. Ὁ κ. Ράσκ ἐδήλωσεν ὅτι ἡ Ἀμερικὴ εἶναι διατεθειμένη νὰ συζητήσῃ πᾶσαν λογικὴν πρότασιν. bbox=[591, 1248, 768, 1379]
subheadline: καὶ ἀπειλῆ μὲ πειθαρχικὴν δίωξιν bbox=[100, 144, 308, 162]
article-moscow-navy bbox=[1149, 12, 1507, 418]
funeral-name: ΜΑΡΙΑΝ Θ. ΓΡΑΜΜΑΤΑ bbox=[424, 1464, 538, 1476]
article-text: ΟΥΑΣΙΓΚΤΩΝ, 2. (Ρόϊτερ).— Ὁ Αὐτοκράτωρ τῆς Αἰθιοπίας Χαϊλὲ Σελασιὲ καὶ ὁ Πρόεδρος Κέννεντυ ἐξέδωσαν κοινὸν ἀνακοινωθέν, διὰ τοῦ ὁποίου τάσσονται ὑπὲρ τῆς ἀνεξαρτησίας ὅλων τῶν λαῶν τῆς Ἀφρικῆς καὶ τῆς εἰρηνικῆς ἐπιλύσεως τῶν διεθνῶν διαφορῶν. Ὁ Αὐτοκράτωρ ἔτυχε θερμῆς ὑποδοχῆς κατὰ τὴν ἄφιξίν του. bbox=[1149, 1516, 1324, 1612]
article-text: ΝΕΑ ΥΟΡΚΗ, 2. (Γραφεῖον Προσκείμενον).— Οἱ ὑπουργοὶ Ἐξωτερικῶν Ἀμερικῆς, Ρωσίας καὶ Ἀγγλίας κ.κ. Ράσκ, Γκρομίκο καὶ Χιούμ θὰ ἀρχίσουν ἐντὸς τῶν ἡμερῶν συνομιλίας εἰς τὰ Ἡνωμένα Ἔθνη μὲ σκοπὸν τὴν ἐπίτευξιν συμφωνίας διὰ τὴν ἀποτροπὴν τῆς διαδόσεως τῶν πυρηνικῶν ὅπλων. Ὁ κ. Ράσκ ἐδήλωσεν ὅτι ἡ Ἀμερικὴ εἶναι διατεθειμένη νὰ συζητήσῃ πᾶσαν λογικὴν πρότασιν. bbox=[961, 980, 1138, 1110]
divider bbox=[37, 1103, 372, 1105]
article-text: ΑΘΗΝΑΙ, 2.— Ἡ βρετανικὴ ἀεροπορικὴ ἑταιρεία ΒΕΑ ἀνεκοίνωσεν ὅτι ἡ ματαίωσις ὡρισμένων δρομολογίων συνεπάγεται σοβαρὰς οἰκονομικὰς ζημίας. bbox=[383, 855, 579, 902]
divider bbox=[37, 1433, 372, 1434]
article-text: ΝΑΥΠΛΙΟΝ, 2.— Δύο μικροὶ ἀδελφοί, οἱ ποιμένες Ἀνδρέας καὶ Γεώργιος, ἐφονεύθησαν ὑπὸ τραγικὰς συνθήκας κατὰ τὴν διάρκειαν διαπληκτισμοῦ εἰς τὴν ὕπαιθρον. Ὁ μεγαλύτερος ἐπυροβόλησε τὸν ἀδελφόν του καὶ ἀκολούθως ηὐτοκτόνησε. bbox=[383, 77, 579, 148]
article-text: ΑΘΗΝΑΙ, 2.— Ἐκπληξιν προεκάλεσαν μεταξὺ τῶν πολιτικῶν κύκλων, αἱ δηλώσεις τοῦ γενικοῦ γραμματέως τοῦ ΝΑΤΟ κ. Στίκκερ, ἐν σχέσει μὲ τὴν ἐλαττωματικὴν βοήθειαν πρὸς τὴν Ἑλλάδα. Ὁ κ. Στίκκερ ἐδήλωσεν ὅτι ἡ βοήθεια θὰ ἐξαρτηθῇ ἐκ τῆς πολιτικῆς σταθερότητος τῆς χώρας καὶ ἐκ τῶν ἐκάστοτε πολιτικῶν ἐξελίξεων. Ἡ ἀντιπολίτευσις χαρακτηρίζει τὰς δηλώσεις ὡς κόλαφον κατὰ τῆς κυβερνήσεως, ἐνῷ κυβερνητικοὶ κύκλοι ὑποστηρίζουν ὅτι αὗται παρερμηνεύθησαν. Εἰς τὸ μεταξὺ ὁ Ἀμερικανὸς γερουσιαστὴς κ. Ράσσελ ἐτάχθη ὑπὲρ τῶν ἑλληνικῶν ἀπόψεων διὰ τὴν συνέχισιν τῆς στρατιωτικῆς βοηθείας. bbox=[961, 272, 1138, 451]
article-text: ΜΟΣΧΑ, 2. (Γάλλ. Πρ.).— Ἡ «Πράβδα» δημοσιεύει ἄρθρον διὰ τοῦ ὁποίου ἐπικρίνει αὐστηρῶς ἐκείνους οἱ ὁποῖοι προσπαθοῦν νὰ βλάψουν τὰς σχέσεις μεταξὺ Σοβιετικῆς Ἑνώσεως καὶ Κίνας, τονίζουσα ὅτι ἡ φιλία τῶν δύο λαῶν εἶναι ἀκλόνητος. bbox=[1149, 720, 1325, 791]
article-text: Ἀθῆναι, 2.— Τὰ θέματα τοῦ ἀρχηγοῦ τῆς χωροφυλακῆς κ. Βαρδουλάκη καθίστανται ὁλονὲν ἐντονώτερα. Εἰς τὴν σύγκλησιν τοῦ στρατολογικοῦ γραφείου ὁ ἀξιωματικὸς ἐδήλωσεν ὅτι ὁ φάκελος τοῦ κ. Κοντᾶ παρεδόθη εἰς τὸν διευθυντὴν τῶν ἀρχείων καὶ ἔκτοτε οὐδέποτε ἐπεστράφη. Ὁ ἴδιος ὑπογραμμίζει ὅτι ἡ ἐνέργεια αὐτὴ ἀντίκειται εἰς τὰς κειμένας διατάξεις καὶ ζητεῖ τὴν διενέργειαν ἐνόρκου διοικητικῆς ἐξετάσεως. Ἡ ὑπόθεσις προκαλεῖ ζωηρὰς συζητήσεις εἰς τοὺς κύκλους τῆς πρωτευούσης, ὅπου θεωρεῖται ὅτι θὰ ἔχῃ σοβαρὰς συνεπείας διὰ τὴν ἡγεσίαν τοῦ σώματος. bbox=[208, 575, 372, 765]
article-text: ΑΘΗΝΑΙ, 2.— Ἐπιτρέπεται ἐκ τοῦ Ὀργανισμοῦ Βιομηχανικῆς Ἀναπτύξεως ἡ ἵδρυσις γραφείου εἰς τὴν Κολωνίαν, μὲ σκοπὸν τὴν προσέλκυσιν ξένων κεφαλαίων πρὸς ἐπένδυσιν εἰς τὴν Ἑλλάδα. bbox=[37, 1758, 200, 1829]
headline: ΚΥΠΡΙΟΙ ΕΡΓΑΤΑΙ ΜΠΟΥ-ΚΟΤΑΡΟΥΝ ΤΗΝ «ΟΛΥΜΠΙΑΚΗΝ» bbox=[389, 638, 574, 665]
article-text: ΑΘΗΝΑΙ, 2.— Τὸ ὑπουργεῖον Ἐσωτερικῶν ἀνεκοίνωσεν ὅτι τὰ ἐκλογικὰ τμήματα διὰ τὰς προσεχεῖς ἐκλογὰς θὰ ἀνέλθουν εἰς 9.500 περίπου. Ἐφόσον οἱ ὑπάρχοντες χῶροι ἀποδειχθοῦν ἀνεπαρκεῖς, θὰ γίνουν ἐπιτάξεις δημοσίων κέντρων διὰ τὴν στέγασιν τῶν τμημάτων. Αἱ σχετικαὶ ἐγκύκλιοι ἀπεστάλησαν ἤδη εἰς τοὺς νομάρχας. bbox=[961, 1608, 1138, 1715]
article-text: ΑΘΗΝΑΙ, 2.— Ἡ παραίτησις τοῦ κ. Λάμπρου δὲν ἐγένετο δεκτὴ ὑπὸ τοῦ ὑπουργοῦ, ὁ ὁποῖος τὸν παρεκάλεσε νὰ παραμείνῃ εἰς τὴν θέσιν του. bbox=[383, 1224, 579, 1258]
column-rule bbox=[1143, 12, 1144, 2271]
article-text: Ἀθῆναι, 2.— Τὰ θέματα τοῦ ἀρχηγοῦ τῆς χωροφυλακῆς κ. Βαρδουλάκη καθίστανται ὁλονὲν ἐντονώτερα. Εἰς τὴν σύγκλησιν τοῦ στρατολογικοῦ γραφείου ὁ ἀξιωματικὸς ἐδήλωσεν ὅτι ὁ φάκελος τοῦ κ. Κοντᾶ παρεδόθη εἰς τὸν διευθυντὴν τῶν ἀρχείων καὶ ἔκτοτε οὐδέποτε ἐπεστράφη. Ὁ ἴδιος ὑπογραμμίζει ὅτι ἡ ἐνέργεια αὐτὴ ἀντίκειται εἰς τὰς κειμένας διατάξεις καὶ ζητεῖ τὴν διενέργειαν ἐνόρκου διοικητικῆς ἐξετάσεως. Ἡ ὑπόθεσις προκαλεῖ ζωηρὰς συζητήσεις εἰς τοὺς κύκλους τῆς πρωτευούσης, ὅπου θεωρεῖται ὅτι θὰ ἔχῃ σοβαρὰς συνεπείας διὰ τὴν ἡγεσίαν τοῦ σώματος. bbox=[37, 495, 200, 684]
section-label: Ο ΥΠΟΥΡΓΟΣ ΠΑΙΔΕΙΑΣ bbox=[993, 1592, 1105, 1604]
article-text: ΝΑΥΠΛΙΟΝ, 2.— Δύο μικροὶ ἀδελφοί, οἱ ποιμένες Ἀνδρέας καὶ Γεώργιος, ἐφονεύθησαν ὑπὸ τραγικὰς συνθήκας κατὰ τὴν διάρκειαν διαπληκτισμοῦ εἰς τὴν ὕπαιθρον. Ὁ μεγαλύτερος ἐπυροβόλησε τὸν ἀδελφόν του καὶ ἀκολούθως ηὐτοκτόνησε. bbox=[383, 151, 579, 222]
divider bbox=[383, 229, 579, 231]
divider bbox=[383, 944, 579, 945]
article-andersen bbox=[383, 1273, 579, 1342]
divider bbox=[383, 802, 579, 804]
lead-text: Ὁ προϊστάμενος τῆς Διευθύνσεως Στρατολογίας Θεσσαλονίκης ἐξεδήλωσε διὰ τῆς δηλώσεως τοῦ ἀρχηγοῦ τῆς χωροφυλακῆς κ. Βαρδουλάκη, ὅτι οὐδέποτε εἶχεν εἰς χεῖρας τὸν ἀτομικὸν φάκελον, καὶ ἐζήτησε τὴν ἐπιστροφὴν αὐτοῦ, ἀλλ' ἀντ' αὐτοῦ ἠπειλήθη μὲ δίωξιν. bbox=[37, 188, 200, 283]
article-text: Τὴν 2.30' χθὲς μετὰ τὸ μεσονύκτιον ὁ ἀνάπηρος ἔπληξε μὲ κατσαβίδι εἰς τὸν θώρακα τὸν νεαρὸν βοηθὸν σερβιτόρου κέντρου, ἐπειδὴ οὗτος τοῦ ἐζήτησε νὰ καταβάλῃ τὸ ὀφειλόμενον ποσὸν τῶν δέκα δραχμῶν. Ὁ τραυματίας μετεφέρθη εἰς τὸ νοσοκομεῖον. bbox=[208, 2314, 372, 2398]
article-text: ΒΕΡΟΛΙΝΟΝ, 2. (Γραφεῖον Προσκείμενον).— Μάχη μὲ δακρυγόνα ἐσημειώθη σήμερον μεταξὺ Ἀμερικανῶν στρατιωτικῶν καὶ Ἀνατολικογερμανῶν φρουρῶν εἰς τὸ σημεῖον ἐλέγχου τῆς Φρήντριχ-στράσσε, μετὰ τὸν λιθοβολισμὸν ἀμερικανικοῦ ὀχήματος. Ἀμφότερες αἱ πλευραὶ ἐχρησιμοποίησαν χημικὰ μέσα πρὸς διάλυσιν τῶν συγκεντρωθέντων. bbox=[591, 1924, 754, 2044]
article-text: ΠΟΛΙΣ ΤΟΥ ΒΑΤΙΚΑΝΟΥ, 2. (Ρόϊτερ).— Γιουγκοσλάβος ἐπίσκοπος ἐπρότεινε σήμερον εἰς τὴν Σύνοδον τοῦ Βατικανοῦ τὴν ἵδρυσιν εἰδικοῦ γραφείου, τὸ ὁποῖον θὰ μελετᾷ τὰς μεθόδους τὰς ὁποίας χρησιμοποιοῦν οἱ ἄθεοι πρὸς διάδοσιν τῶν ἰδεῶν των. Ἡ πρότασις συνεζητήθη ἐκτενῶς καὶ ἀναμένεται νὰ ἀπασχολήσῃ καὶ πάλιν τοὺς Πατέρας τῆς Συνόδου. bbox=[37, 853, 200, 972]
section-label: ΣΥΓΚΕΝΤΡΩΣΕΙΣ ΤΗΣ ΕΔΑ bbox=[972, 1933, 1095, 1945]
article-text: Ἀθῆναι, 2.— Τὰ θέματα τοῦ ἀρχηγοῦ τῆς χωροφυλακῆς κ. Βαρδουλάκη καθίστανται ὁλονὲν ἐντονώτερα. Εἰς τὴν σύγκλησιν τοῦ στρατολογικοῦ γραφείου ὁ ἀξιωματικὸς ἐδήλωσεν ὅτι ὁ φάκελος τοῦ κ. Κοντᾶ παρεδόθη εἰς τὸν διευθυντὴν τῶν ἀρχείων καὶ ἔκτοτε οὐδέποτε ἐπεστράφη. Ὁ ἴδιος ὑπογραμμίζει ὅτι ἡ ἐνέργεια αὐτὴ ἀντίκειται εἰς τὰς κειμένας διατάξεις καὶ ζητεῖ τὴν διενέργειαν ἐνόρκου διοικητικῆς ἐξετάσεως. Ἡ ὑπόθεσις προκαλεῖ ζωηρὰς συζητήσεις εἰς τοὺς κύκλους τῆς πρωτευούσης, ὅπου θεωρεῖται ὅτι θὰ ἔχῃ σοβαρὰς συνεπείας διὰ τὴν ἡγεσίαν τοῦ σώματος. bbox=[37, 301, 200, 491]
article-text: ΚΩΝΣΤΑΝΤΙΝΟΥΠΟΛΙΣ, 2. (Τοῦ ἀνταποκριτοῦ μας).— Ἀνεξάρτητος βουλευτὴς τῆς Ἀγκύρας ὑπεστήριξε κατὰ τὴν χθεσινὴν συνεδρίασιν τῆς τουρκικῆς Ἐθνοσυνελεύσεως ὅτι ἡ μόνη λύσις τοῦ Κυπριακοῦ εἶναι ὁ διαμελισμὸς τῆς νήσου. bbox=[208, 1439, 372, 1522]
article-text: ΗΝΩΜΕΝΑΙ ΠΟΛΙΤΕΙΑΙ, 2.— Ἡ ἀπόφασις τῆς Πανορθοδόξου Διασκέψεως τῆς Ρόδου περὶ ἐνάρξεως διαλόγου μετὰ τῆς Ρωμαιοκαθολικῆς Ἐκκλησίας χαρακτηρίζεται ὑπὸ τοῦ ἀμερικανικοῦ τύπου ὡς γεγονὸς μεγάλης σημασίας διὰ τὴν προσέγγισιν τῶν Ἐκκλησιῶν. bbox=[37, 1265, 200, 1360]
article-text: ΠΟΛΙΣ ΤΟΥ ΒΑΤΙΚΑΝΟΥ, 2. (Ρόϊτερ).— Γιουγκοσλάβος ἐπίσκοπος ἐπρότεινε σήμερον εἰς τὴν Σύνοδον τοῦ Βατικανοῦ τὴν ἵδρυσιν εἰδικοῦ γραφείου, τὸ ὁποῖον θὰ μελετᾷ τὰς μεθόδους τὰς ὁποίας χρησιμοποιοῦν οἱ ἄθεοι πρὸς διάδοσιν τῶν ἰδεῶν των. Ἡ πρότασις συνεζητήθη ἐκτενῶς καὶ ἀναμένεται νὰ ἀπασχολήσῃ καὶ πάλιν τοὺς Πατέρας τῆς Συνόδου. bbox=[37, 975, 200, 1094]
divider bbox=[591, 839, 1138, 840]
divider bbox=[37, 1370, 372, 1372]
subheadline: ἐπειδὴ ἐζήτησε νὰ τὸν ἐπιστρέψῃ bbox=[99, 161, 309, 178]
subheadline: ΘΕΡΜΗΣ ΥΠΟΔΟΧΗΣ ΕΙΣ ΟΥΑΣΙΓΚΤΩΝ bbox=[1194, 1475, 1463, 1492]
divider bbox=[383, 266, 579, 267]
article-text: ΑΘΗΝΑΙ, 2.— Ἐπιτρέπεται ἐκ τοῦ Ὀργανισμοῦ Βιομηχανικῆς Ἀναπτύξεως ἡ ἵδρυσις γραφείου εἰς τὴν Κολωνίαν, μὲ σκοπὸν τὴν προσέλκυσιν ξένων κεφαλαίων πρὸς ἐπένδυσιν εἰς τὴν Ἑλλάδα. bbox=[208, 1684, 372, 1755]
headline: ΕΙΣ ΤΟΥΡΚΟΣ ΒΟΥΛΕΥΤΗΣ ΕΙΣ ΛΟΓΟΝ ΤΟΥ ΖΗΤΕΙ ΤΟΝ ΔΙΑΜΕΛΙΣΜΟΝ ΤΗΣ ΚΥΠΡΟΥ bbox=[53, 1376, 355, 1430]
article-elopement bbox=[383, 1095, 579, 1176]
funeral-text: Οἱ συγγενεῖς καὶ φίλοι προσκαλοῦνται εἰς τὴν κηδείαν, ἥτις θὰ γίνῃ αὔριον ἐκ τοῦ ἱεροῦ ναοῦ. bbox=[386, 1568, 577, 1591]
divider bbox=[591, 931, 1138, 932]
article-bea bbox=[383, 810, 579, 903]
article-text: ΑΘΗΝΑΙ, 2.— Ἐκπληξιν προεκάλεσαν μεταξὺ τῶν πολιτικῶν κύκλων, αἱ δηλώσεις τοῦ γενικοῦ γραμματέως τοῦ ΝΑΤΟ κ. Στίκκερ, ἐν σχέσει μὲ τὴν ἐλαττωματικὴν βοήθειαν πρὸς τὴν Ἑλλάδα. Ὁ κ. Στίκκερ ἐδήλωσεν ὅτι ἡ βοήθεια θὰ ἐξαρτηθῇ ἐκ τῆς πολιτικῆς σταθερότητος τῆς χώρας καὶ ἐκ τῶν ἐκάστοτε πολιτικῶν ἐξελίξεων. Ἡ ἀντιπολίτευσις χαρακτηρίζει τὰς δηλώσεις ὡς κόλαφον κατὰ τῆς κυβερνήσεως, ἐνῷ κυβερνητικοὶ κύκλοι ὑποστηρίζουν ὅτι αὗται παρερμηνεύθησαν. Εἰς τὸ μεταξὺ ὁ Ἀμερικανὸς γερουσιαστὴς κ. Ράσσελ ἐτάχθη ὑπὲρ τῶν ἑλληνικῶν ἀπόψεων διὰ τὴν συνέχισιν τῆς στρατιωτικῆς βοηθείας. bbox=[776, 272, 953, 451]
article-text: ΑΘΗΝΑΙ, 2.— Ἐπιτρέπεται ἐκ τοῦ Ὀργανισμοῦ Βιομηχανικῆς Ἀναπτύξεως ἡ ἵδρυσις γραφείου εἰς τὴν Κολωνίαν, μὲ σκοπὸν τὴν προσέλκυσιν ξένων κεφαλαίων πρὸς ἐπένδυσιν εἰς τὴν Ἑλλάδα. bbox=[208, 1758, 372, 1829]
article-text: ΠΑΡΙΣΙΟΙ, 2. (Ἀσσ. Πρές).— Ἔληξαν αἱ ἐργασίαι τοῦ συνεδρίου τῆς Διεθνοῦς Ἀστροναυτικῆς Ἑταιρείας, εἰς τὸ ὁποῖον μετέσχον ἐπιστήμονες ἐκ πολλῶν χωρῶν. Συνεζητήθησαν θέματα σχετικὰ μὲ τὴν ἐξερεύνησιν τοῦ διαστήματος. bbox=[1149, 1288, 1324, 1359]
headline: ΘΑ ΓΙΝΟΥΝ ΕΠΙΤΑΞΕΙΣ ΔΗΜΟΣΙΩΝ ΚΕΝΤΡΩΝ ΑΝ ΤΑ ΥΠΑΡΧΟΝΤΑ ΑΠΟΔΕΙΧΘΟΥΝ ΑΝΕΠΑΡΚΗ bbox=[609, 1427, 1119, 1473]
article-vardoulakis bbox=[37, 12, 372, 769]
section-label: ΤΑ ΕΚΛΟΓΙΚΑ ΤΜΗΜΑΤΑ bbox=[806, 1483, 923, 1494]
article-rhodes bbox=[37, 1111, 372, 1363]
headline: ΤΟ ΒΡΑΒΕΙΟΝ «ΑΝΤΕΡΣΕΝ» ΕΙΣ ΠΑΙΔΙΚΑ ΒΙΒΛΙΑ bbox=[383, 1272, 579, 1297]
divider bbox=[37, 120, 372, 122]
divider bbox=[37, 1162, 372, 1163]
section-label: Η ΚΟΙΝΗ ΠΟΛΙΤΙΚΗ bbox=[1003, 1114, 1095, 1125]
section-label: ΠΑΡΕΜΒΑΣΙΣ bbox=[832, 454, 897, 466]
article-text: ΜΟΣΧΑ, 2. (Ἀσσ. Πρές).— Ἡ ἐφημερὶς τοῦ Ὑπουργείου Ἀμύνης «Ἐρυθρὸς Ἀστὴρ» ἐχαρακτήρισε σήμερον τὰ ναυτικὰ γυμνάσια τοῦ ΝΑΤΟ εἰς τὸ Αἰγαῖον ὡς πρόκλησιν κατὰ τῆς Σοβιετικῆς Ἑνώσεως, ἀποσκοποῦντα εἰς τὴν ἐπιδείνωσιν τῆς καταστάσεως πλησίον τῶν συνόρων της. Τὸ δημοσίευμα ὑποστηρίζει ὅτι αἱ ἀσκήσεις ἐστρέφοντο κατὰ τῶν σοσιαλιστικῶν χωρῶν. bbox=[1149, 296, 1324, 414]
article-text: ΛΟΝΔΙΝΟΝ, 2. (Ρόϊτερ).— Ὁ Βρετανὸς Πρωθυπουργὸς κ. Μὰκ Μίλλαν ἐπιστρέφει σήμερον εἰς τὴν πρωθυπουργικὴν κατοικίαν τῆς Ντάουνινγκ Στρήτ, ὅπου διενεργοῦντο ἐργασίαι ἐπισκευῆς. bbox=[383, 566, 579, 626]
article-text: ΑΘΗΝΑΙ, 2.— Τὸ ὑπουργεῖον Ἐσωτερικῶν ἀνεκοίνωσεν ὅτι τὰ ἐκλογικὰ τμήματα διὰ τὰς προσεχεῖς ἐκλογὰς θὰ ἀνέλθουν εἰς 9.500 περίπου. Ἐφόσον οἱ ὑπάρχοντες χῶροι ἀποδειχθοῦν ἀνεπαρκεῖς, θὰ γίνουν ἐπιτάξεις δημοσίων κέντρων διὰ τὴν στέγασιν τῶν τμημάτων. Αἱ σχετικαὶ ἐγκύκλιοι ἀπεστάλησαν ἤδη εἰς τοὺς νομάρχας. bbox=[961, 1483, 1138, 1589]
divider bbox=[383, 1040, 579, 1041]
article-palestine bbox=[37, 1847, 372, 2112]
article-text: ΗΝΩΜΕΝΑΙ ΠΟΛΙΤΕΙΑΙ, 2.— Ἡ ἀπόφασις τῆς Πανορθοδόξου Διασκέψεως τῆς Ρόδου περὶ ἐνάρξεως διαλόγου μετὰ τῆς Ρωμαιοκαθολικῆς Ἐκκλησίας χαρακτηρίζεται ὑπὸ τοῦ ἀμερικανικοῦ τύπου ὡς γεγονὸς μεγάλης σημασίας διὰ τὴν προσέγγισιν τῶν Ἐκκλησιῶν. bbox=[37, 1167, 200, 1262]
section-label: ΣΥΝΤΡΙΠΤΙΚΑ ΣΤΟΙΧΕΙΑ bbox=[61, 286, 176, 297]
headline: ΕΦΟΝΕΥΣΕ ΤΟΝ ΑΔΕΛΦΟΝ ΤΟΥ ΚΑΙ ΚΑΤΟΠΙΝ ΗΥΤΟΚΤΟΝΗΣΕ bbox=[391, 11, 572, 37]
article-text: ΑΘΗΝΑΙ, 2.— Ἐπιτρέπεται ἐκ τοῦ Ὀργανισμοῦ Βιομηχανικῆς Ἀναπτύξεως ἡ ἵδρυσις γραφείου εἰς τὴν Κολωνίαν, μὲ σκοπὸν τὴν προσέλκυσιν ξένων κεφαλαίων πρὸς ἐπένδυσιν εἰς τὴν Ἑλλάδα. bbox=[37, 1684, 200, 1755]
article-text: ΟΥΑΣΙΓΚΤΩΝ, 2. (Ρόϊτερ).— Τὸ ὑπουργεῖον Ἀμύνης ἀνέθεσεν εἰς ἀμερικανικὸν συγκρότημα τὴν κατασκευὴν ἀντιπυραύλων τύπου «Νάϊκ-Ζεύς», αἱ δοκιμαὶ τῶν ὁποίων θὰ ἀρχίσουν προσεχῶς εἰς τὸν Εἰρηνικόν. bbox=[1149, 1087, 1324, 1158]
article-text: ΚΩΝΣΤΑΝΤΙΝΟΥΠΟΛΙΣ, 2. (Τοῦ ἀνταποκριτοῦ μας).— Ἀνεξάρτητος βουλευτὴς τῆς Ἀγκύρας ὑπεστήριξε κατὰ τὴν χθεσινὴν συνεδρίασιν τῆς τουρκικῆς Ἐθνοσυνελεύσεως ὅτι ἡ μόνη λύσις τοῦ Κυπριακοῦ εἶναι ὁ διαμελισμὸς τῆς νήσου. bbox=[208, 1525, 372, 1608]
headline: ΙΔΡΥΣΙΣ ΓΡΑΦΕΙΟΥ ΜΕΛΕΤΗΣ ΤΩΝ ΜΕΘΟΔΩΝ ΤΩΝ ΧΡΗΣΙΜΟΠΟΙΟΥΜΕΝΩΝ ΥΠΟ ΤΩΝ ΑΘΕΩΝ ΕΠΡΟΤΑΘΗ ΕΙΣ ΤΗΝ ΣΥΝΟΔΟΝ ΤΟΥ ΒΑΤΙΚΑΝΟΥ bbox=[40, 781, 368, 844]
divider bbox=[1149, 1470, 1507, 1471]
headline: ΕΙΣ 9500 ΘΑ ΑΝΕΛΘΟΥΝ ΤΑ ΕΚΛΟΓΙΚΑ ΤΜΗΜΑΤΑ bbox=[591, 1395, 1138, 1425]
section-label: ΣΥΝΕΧΕΙΑ bbox=[654, 1483, 705, 1494]
headline: ΑΝΕΤΕΘΗ ΕΙΣ ΑΜΕΡΙΚΑΝΙΚΟΝ ΣΥΓΚΡΟΤΗΜΑ Η ΚΑΤΑΣΚΕΥΗ ΑΝΤΙΠΥΡΑΥΛΩΝ ΚΑΙ ΑΡΧΙΖΟΥΝ ΔΟΚΙΜΑΙ ΕΙΣ ΤΟΝ ΕΙΡΗΝΙΚΟΝ bbox=[1162, 956, 1495, 1003]
headline: Η «ΠΡΑΒΔΑ» ΕΠΙΚΡΙΝΕΙ ΜΕΤΑ ΔΡΙΜΥΤΗΤΟΣ ΤΟΥΣ ΠΡΟΣΠΑΘΟΥΝΤΑΣ ΝΑ ΒΛΑΨΟΥΝ ΤΑΣ ΣΧΕΣΕΙΣ ΣΟΒΙΕΤ. ΕΝΩΣΕΩΣ ΚΑΙ ΚΙΝΑΣ bbox=[1153, 663, 1503, 710]
article-fratricide bbox=[383, 12, 579, 223]
article-text: ΑΘΗΝΑΙ, 2.— Ἐπεξηγήθησαν τὰ ζητήματα τῆς διασυνοριακῆς ἐκμεταλλεύσεως γεωργικῶν ἐκτάσεων μεταξὺ Ἑλλάδος καὶ Γιουγκοσλαβίας. bbox=[383, 1389, 579, 1425]
headline: Κόλαφος κατὰ τῆς κυβερνήσεως Καραμανλῆ αἱ δηλώσεις τοῦ γεν. γραμματέως τοῦ ΝΑΤΟ περὶ οἰκονομικῆς βοηθείας εἰς τὴν Ἑλλάδα bbox=[591, 10, 1138, 168]
section-label: ΕΝ ΜΕΣΩ ΤΟΥ ΛΟΧΟΥ bbox=[628, 1608, 732, 1619]
headline: ΟΙ ΜΑΘΗΤΑΙ ΤΗΣ ΜΕΣΗΣ ΕΚΠΑΙΔΕΥΣΕΩΣ ΕΙΣ ΑΓΓΛΙΑΝ ΠΡΕΠΕΙ ΝΑ ΕΧΟΥΝ ΕΛΕΥΘΕΡΑΣ ΦΙΛΑΣ ΤΑΣ ΜΑΘΗΤΡΙΑΣ ΔΙΑ ΝΑ ΜΗ ΕΠΙΖΗΤΟΥΝ ΣΧΕΣΕΙΣ ΜΕ ΑΛΛΑΣ ΝΕΑΝΙΔΑΣ bbox=[1155, 429, 1502, 493]
article-text: ΚΑΪΡΟΝ, 2.— Ἡ Γενικὴ Γραμματεία τοῦ Ἀραβικοῦ Συνδέσμου ἀνεκοίνωσεν ὅτι θὰ ὑποβάλῃ εἰς τὰ κράτη-μέλη σχέδιον διὰ τὴν δημιουργίαν στρατοῦ τῆς Παλαιστίνης, ὑπὸ τὴν αἰγίδα τοῦ Συνδέσμου. bbox=[37, 1964, 200, 2034]
column-left bbox=[37, 11, 372, 2398]
kicker: ΕΙΣ ΦΥΛΑΚΙΟΝ ΤΟΥ ΒΕΡΟΛΙΝΟΥ bbox=[591, 1746, 923, 1771]
headline: Η ΒΕΑ ΥΦΙΣΤΑΤΑΙ ΖΗΜΙΑΣ ΛΟΓΩ ΜΑΤΑΙΩΣΕΩΣ ΩΡΙΣΜΕΝΩΝ ΔΡΟΜΟΛΟΓΙΩΝ bbox=[392, 809, 571, 845]
article-text: ΑΘΗΝΑΙ, 2.— Τὸ ὑπουργεῖον Ἐσωτερικῶν ἀνεκοίνωσεν ὅτι τὰ ἐκλογικὰ τμήματα διὰ τὰς προσεχεῖς ἐκλογὰς θὰ ἀνέλθουν εἰς 9.500 περίπου. Ἐφόσον οἱ ὑπάρχοντες χῶροι ἀποδειχθοῦν ἀνεπαρκεῖς, θὰ γίνουν ἐπιτάξεις δημοσίων κέντρων διὰ τὴν στέγασιν τῶν τμημάτων. Αἱ σχετικαὶ ἐγκύκλιοι ἀπεστάλησαν ἤδη εἰς τοὺς νομάρχας. bbox=[776, 1608, 953, 1715]
article-text: ΚΩΝΣΤΑΝΤΙΝΟΥΠΟΛΙΣ, 2. (Τοῦ ἀνταποκριτοῦ μας).— Ἀνεξάρτητος βουλευτὴς τῆς Ἀγκύρας ὑπεστήριξε κατὰ τὴν χθεσινὴν συνεδρίασιν τῆς τουρκικῆς Ἐθνοσυνελεύσεως ὅτι ἡ μόνη λύσις τοῦ Κυπριακοῦ εἶναι ὁ διαμελισμὸς τῆς νήσου. bbox=[37, 1525, 200, 1608]
divider bbox=[383, 632, 579, 633]
subheadline: ΚΥΡΙΟΣ ΣΚΟΠΟΣ: Ἡ ἀποτροπὴ τῆς διαδόσεως bbox=[711, 936, 1017, 953]
